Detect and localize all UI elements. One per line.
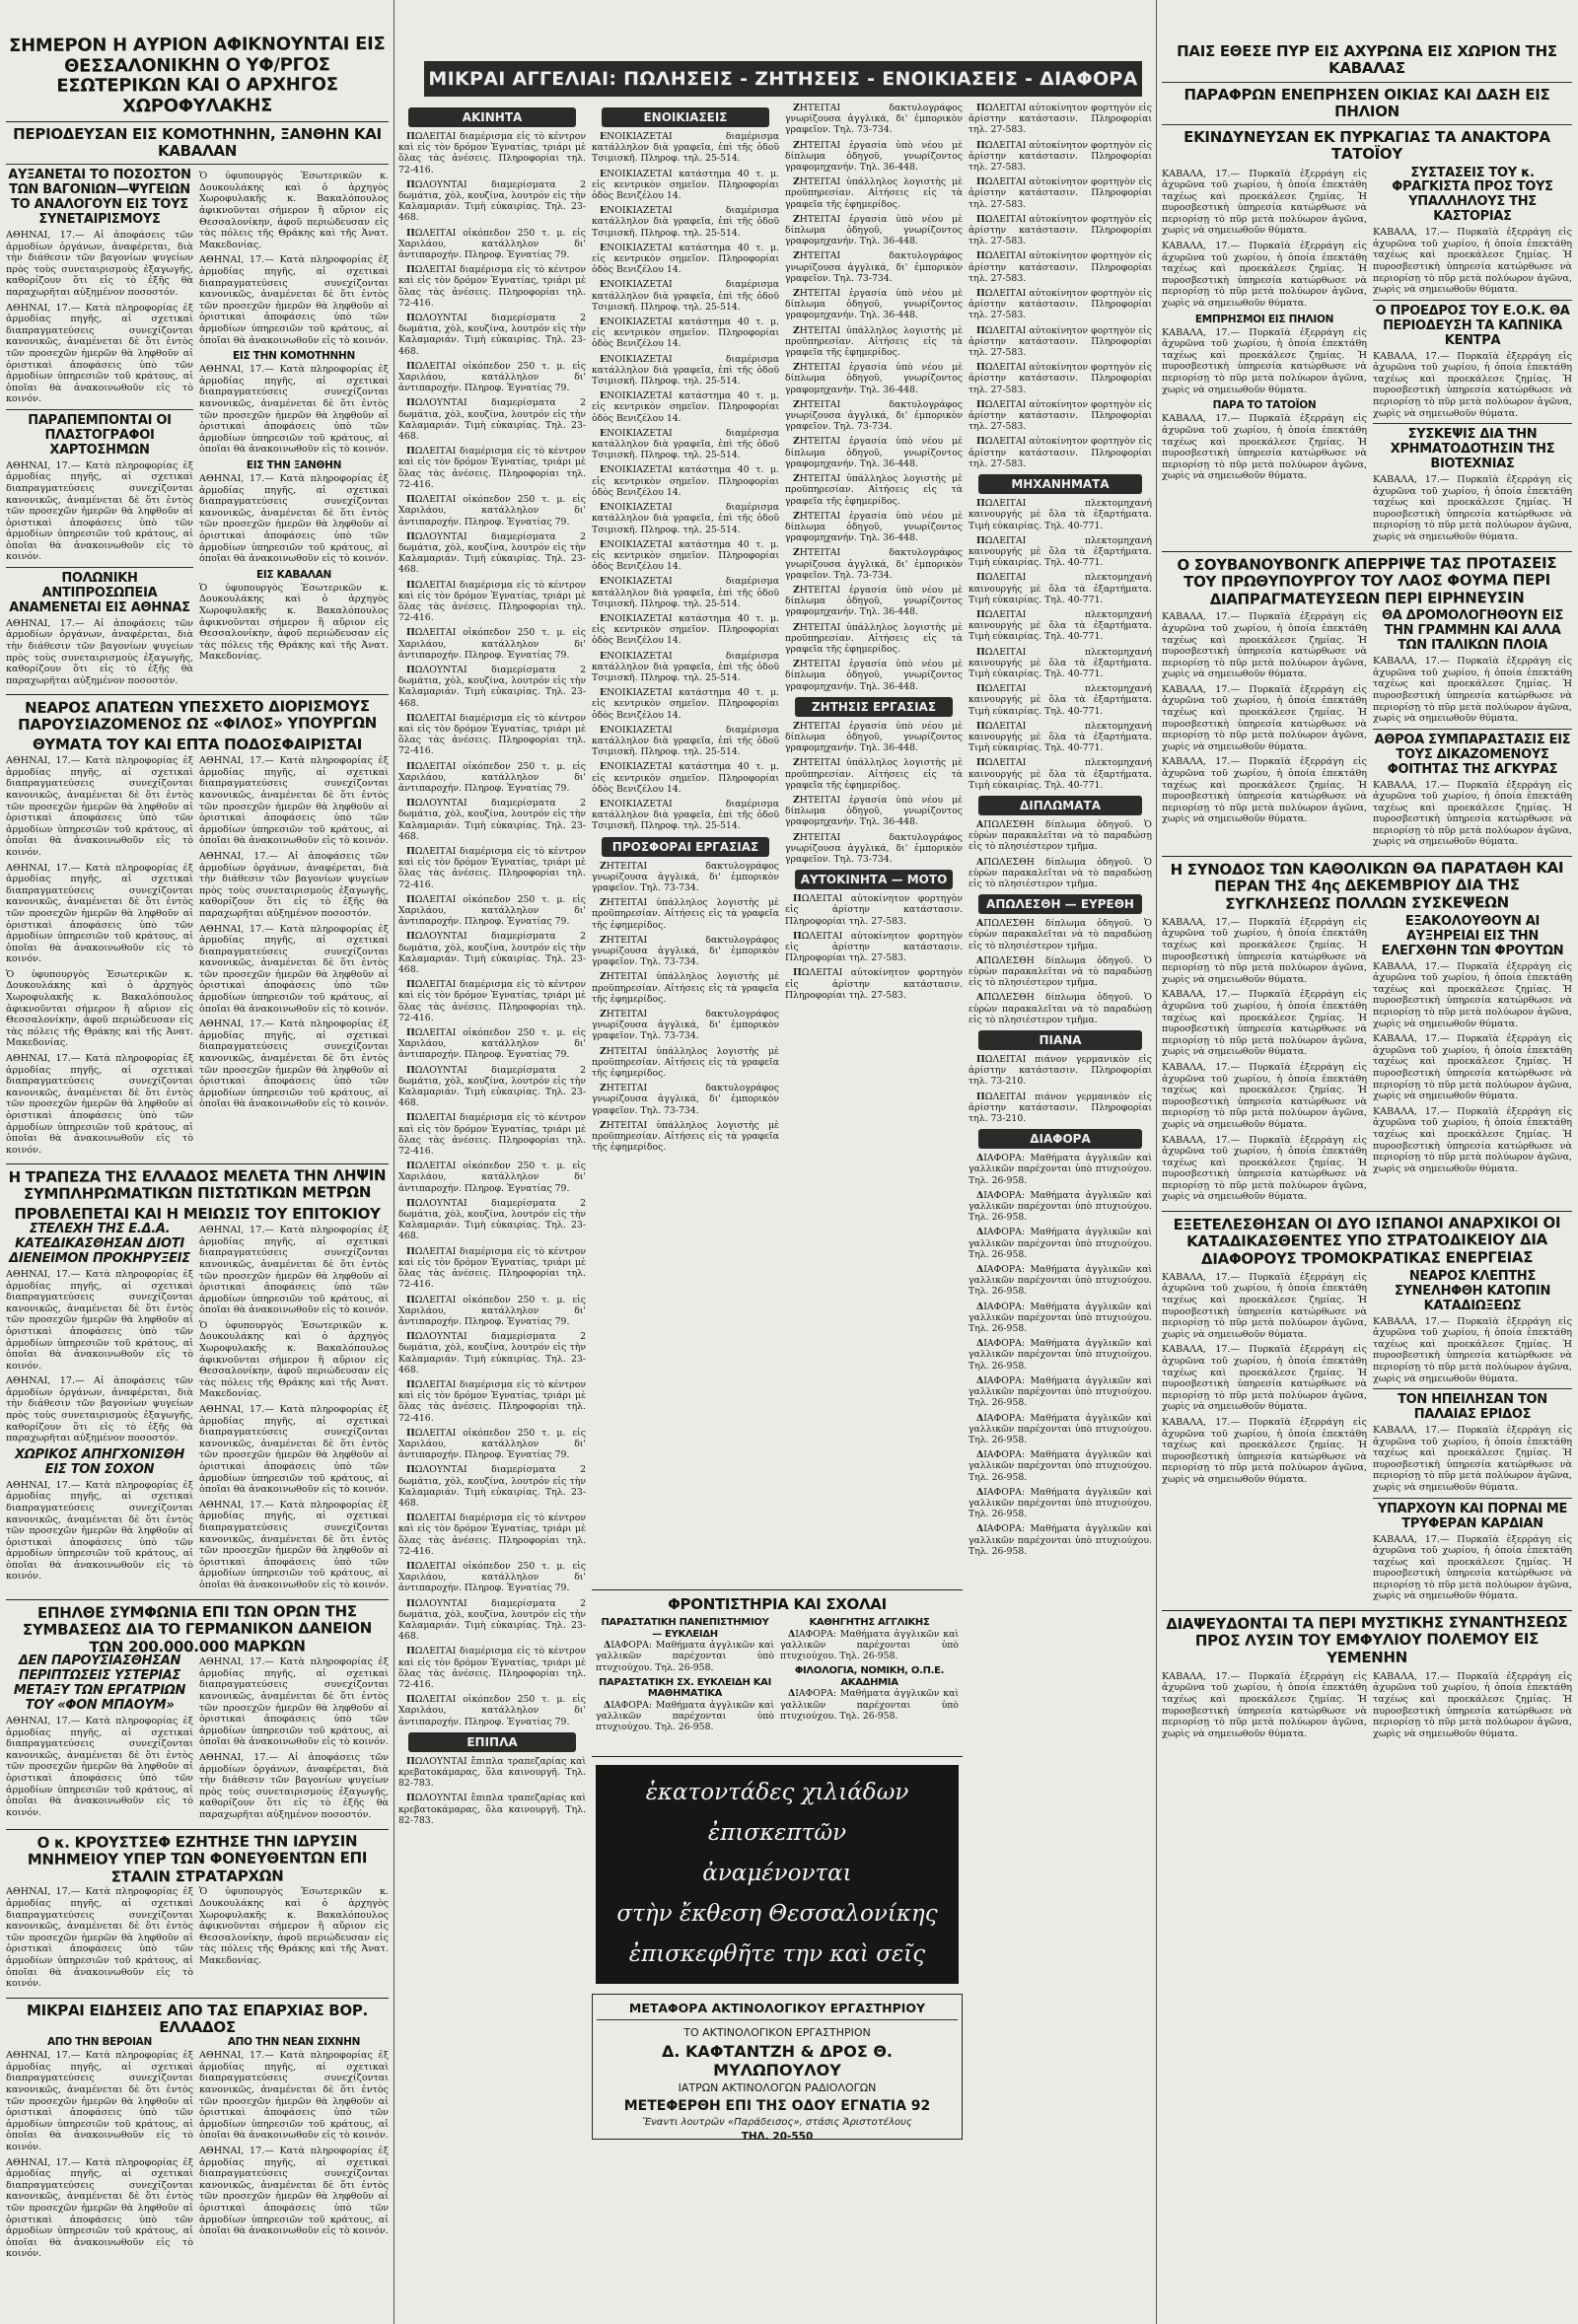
headline-thessaloniki-arrival: ΣΗΜΕΡΟΝ Η ΑΥΡΙΟΝ ΑΦΙΚΝΟΥΝΤΑΙ ΕΙΣ ΘΕΣΣΑΛΟΝΙΚΗΝ Ο ΥΦ/ΡΓΟΣ ΕΣΩΤΕΡΙΚΩΝ ΚΑΙ Ο ΑΡΧΗΓΟΣ ΧΩΡΟΦΥΛΑΚΗΣ xyxy=(9,34,386,117)
ad-item: ΕΝΟΙΚΙΑΖΕΤΑΙ διαμέρισμα κατάλληλον διὰ γραφεῖα, ἐπὶ τῆς ὁδοῦ Τσιμισκῆ. Πληροφ. τηλ. 25-514. xyxy=(592,724,779,758)
ad-item: ΕΝΟΙΚΙΑΖΕΤΑΙ κατάστημα 40 τ. μ. εἰς κεντρικὸν σημεῖον. Πληροφορίαι ὁδὸς Βενιζέλου 14. xyxy=(592,687,779,721)
ad-item: ΠΩΛΕΙΤΑΙ αὐτοκίνητον φορτηγὸν εἰς ἀρίστην κατάστασιν. Πληροφορίαι τηλ. 27-583. xyxy=(968,324,1152,359)
ad-item: ΖΗΤΕΙΤΑΙ ἐργασία ὑπὸ νέου μὲ δίπλωμα ὁδηγοῦ, γνωρίζοντος γραφομηχανήν. Τηλ. 36-448. xyxy=(785,362,963,395)
two-col-block: ΑΥΞΑΝΕΤΑΙ ΤΟ ΠΟΣΟΣΤΟΝ ΤΩΝ ΒΑΓΟΝΙΩΝ—ΨΥΓΕΙΩΝ ΤΟ ΑΝΑΛΟΓΟΥΝ ΕΙΣ ΤΟΥΣ ΣΥΝΕΤΑΙΡΙΣΜΟΥΣ ΑΘΗΝΑΙ, 17.— Αἱ ἀποφάσεις τῶν ἁρμοδίων ὀργάνων, ἀναφέρεται, διὰ τὴν διάθεσιν τῶν βαγονίων ψυγείων πρὸς τοὺς συνεταιρισμοὺς ἐξαγωγῆς, καθορίζουν ὅτι εἰς τὸ ἑξῆς θὰ παραχωρῆται αὐξημένον ποσοστόν. ΑΘΗΝΑΙ, 17.— Κατὰ πληροφορίας ἐξ ἁρμοδίας πηγῆς, αἱ σχετικαὶ διαπραγματεύσεις συνεχίζονται κανονικῶς, ἀναμένεται δὲ ὅτι ἐντὸς τῶν προσεχῶν ἡμερῶν θὰ ληφθοῦν αἱ ὁριστικαὶ ἀποφάσεις ὑπὸ τῶν ἁρμοδίων ὑπηρεσιῶν τοῦ κράτους, αἱ ὁποῖαι θὰ ἀνακοινωθοῦν εἰς τὸ κοινόν. ΠΑΡΑΠΕΜΠΟΝΤΑΙ ΟΙ ΠΛΑΣΤΟΓΡΑΦΟΙ ΧΑΡΤΟΣΗΜΩΝ ΑΘΗΝΑΙ, 17.— Κατὰ πληροφορίας ἐξ ἁρμοδίας πηγῆς, αἱ σχετικαὶ διαπραγματεύσεις συνεχίζονται κανονικῶς, ἀναμένεται δὲ ὅτι ἐντὸς τῶν προσεχῶν ἡμερῶν θὰ ληφθοῦν αἱ ὁριστικαὶ ἀποφάσεις ὑπὸ τῶν ἁρμοδίων ὑπηρεσιῶν τοῦ κράτους, αἱ ὁποῖαι θὰ ἀνακοινωθοῦν εἰς τὸ κοινόν. ΠΟΛΩΝΙΚΗ ΑΝΤΙΠΡΟΣΩΠΕΙΑ ΑΝΑΜΕΝΕΤΑΙ ΕΙΣ ΑΘΗΝΑΣ ΑΘΗΝΑΙ, 17.— Αἱ ἀποφάσεις τῶν ἁρμοδίων ὀργάνων, ἀναφέρεται, διὰ τὴν διάθεσιν τῶν βαγονίων ψυγείων πρὸς τοὺς συνεταιρισμοὺς ἐξαγωγῆς, καθορίζουν ὅτι εἰς τὸ ἑξῆς θὰ παραχωρῆται αὐξημένον ποσοστόν. Ὁ ὑφυπουργὸς Ἐσωτερικῶν κ. Δουκουλάκης καὶ ὁ ἀρχηγὸς Χωροφυλακῆς κ. Βακαλόπουλος ἀφικνοῦνται σήμερον ἢ αὔριον εἰς Θεσσαλονίκην, ἀφοῦ περιώδευσαν εἰς τὰς πόλεις τῆς Θράκης καὶ τῆς Ἀνατ. Μακεδονίας. ΑΘΗΝΑΙ, 17.— Κατὰ πληροφορίας ἐξ ἁρμοδίας πηγῆς, αἱ σχετικαὶ διαπραγματεύσεις συνεχίζονται κανονικῶς, ἀναμένεται δὲ ὅτι ἐντὸς τῶν προσεχῶν ἡμερῶν θὰ ληφθοῦν αἱ ὁριστικαὶ ἀποφάσεις ὑπὸ τῶν ἁρμοδίων ὑπηρεσιῶν τοῦ κράτους, αἱ ὁποῖαι θὰ ἀνακοινωθοῦν εἰς τὸ κοινόν. ΕΙΣ ΤΗΝ ΚΟΜΟΤΗΝΗΝ ΑΘΗΝΑΙ, 17.— Κατὰ πληροφορίας ἐξ ἁρμοδίας πηγῆς, αἱ σχετικαὶ διαπραγματεύσεις συνεχίζονται κανονικῶς, ἀναμένεται δὲ ὅτι ἐντὸς τῶν προσεχῶν ἡμερῶν θὰ ληφθοῦν αἱ ὁριστικαὶ ἀποφάσεις ὑπὸ τῶν ἁρμοδίων ὑπηρεσιῶν τοῦ κράτους, αἱ ὁποῖαι θὰ ἀνακοινωθοῦν εἰς τὸ κοινόν. ΕΙΣ ΤΗΝ ΞΑΝΘΗΝ ΑΘΗΝΑΙ, 17.— Κατὰ πληροφορίας ἐξ ἁρμοδίας πηγῆς, αἱ σχετικαὶ διαπραγματεύσεις συνεχίζονται κανονικῶς, ἀναμένεται δὲ ὅτι ἐντὸς τῶν προσεχῶν ἡμερῶν θὰ ληφθοῦν αἱ ὁριστικαὶ ἀποφάσεις ὑπὸ τῶν ἁρμοδίων ὑπηρεσιῶν τοῦ κράτους, αἱ ὁποῖαι θὰ ἀνακοινωθοῦν εἰς τὸ κοινόν. ΕΙΣ ΚΑΒΑΛΑΝ Ὁ ὑφυπουργὸς Ἐσωτερικῶν κ. Δουκουλάκης καὶ ὁ ἀρχηγὸς Χωροφυλακῆς κ. Βακαλόπουλος ἀφικνοῦνται σήμερον ἢ αὔριον εἰς Θεσσαλονίκην, ἀφοῦ περιώδευσαν εἰς τὰς πόλεις τῆς Θράκης καὶ τῆς Ἀνατ. Μακεδονίας. xyxy=(6,168,389,686)
ad-item: ΕΝΟΙΚΙΑΖΕΤΑΙ διαμέρισμα κατάλληλον διὰ γραφεῖα, ἐπὶ τῆς ὁδοῦ Τσιμισκῆ. Πληροφ. τηλ. 25-514. xyxy=(592,650,779,683)
headline-tender-heart: ΥΠΑΡΧΟΥΝ ΚΑΙ ΠΟΡΝΑΙ ΜΕ ΤΡΥΦΕΡΑΝ ΚΑΡΔΙΑΝ xyxy=(1377,1501,1568,1531)
ad-item: ΔΙΑΦΟΡΑ: Μαθήματα ἀγγλικῶν καὶ γαλλικῶν παρέχονται ὑπὸ πτυχιούχου. Τηλ. 26-958. xyxy=(968,1523,1152,1557)
ad-item: ΠΩΛΕΙΤΑΙ οἰκόπεδον 250 τ. μ. εἰς Χαριλάου, κατάλληλον δι' ἀντιπαροχήν. Πληροφ. Ἐγνατίας 79. xyxy=(398,360,586,394)
ad-item: ΕΝΟΙΚΙΑΖΕΤΑΙ κατάστημα 40 τ. μ. εἰς κεντρικὸν σημεῖον. Πληροφορίαι ὁδὸς Βενιζέλου 14. xyxy=(592,242,779,276)
ad-item: ΔΙΑΦΟΡΑ: Μαθήματα ἀγγλικῶν καὶ γαλλικῶν παρέχονται ὑπὸ πτυχιούχου. Τηλ. 26-958. xyxy=(968,1486,1152,1520)
ad-item: ΠΩΛΟΥΝΤΑΙ διαμερίσματα 2 δωμάτια, χὸλ, κουζίνα, λουτρόν εἰς τὴν Καλαμαριάν. Τιμὴ εὐκαιρίας. Τηλ. 23-468. xyxy=(398,798,586,842)
ad-item: ΖΗΤΕΙΤΑΙ δακτυλογράφος γνωρίζουσα ἀγγλικά, δι' ἐμπορικὸν γραφεῖον. Τηλ. 73-734. xyxy=(785,547,963,581)
ad-item: ΠΩΛΕΙΤΑΙ οἰκόπεδον 250 τ. μ. εἰς Χαριλάου, κατάλληλον δι' ἀντιπαροχήν. Πληροφ. Ἐγνατίας 79. xyxy=(398,494,586,528)
headline-italian-ships: ΘΑ ΔΡΟΜΟΛΟΓΗΘΟΥΝ ΕΙΣ ΤΗΝ ΓΡΑΜΜΗΝ ΚΑΙ ΑΛΛΑ ΤΩΝ ΙΤΑΛΙΚΩΝ ΠΛΟΙΑ xyxy=(1381,608,1564,654)
headline-souvanouvong: Ο ΣΟΥΒΑΝΟΥΒΟΝΓΚ ΑΠΕΡΡΙΨΕ ΤΑΣ ΠΡΟΤΑΣΕΙΣ ΤΟΥ ΠΡΩΘΥΠΟΥΡΓΟΥ ΤΟΥ ΛΑΟΣ ΦΟΥΜΑ ΠΕΡΙ ΔΙΑΠΡΑΓΜΑΤΕΥΣΕΩΝ ΠΕΡΙ ΕΙΡΗΝΕΥΣΙΝ xyxy=(1177,553,1557,607)
ad-item: ΠΩΛΕΙΤΑΙ πλεκτομηχανή καινουργής μὲ ὅλα τὰ ἐξαρτήματα. Τιμὴ εὐκαιρίας. Τηλ. 40-771. xyxy=(968,646,1152,679)
subhead-nea-sichni: ΑΠΟ ΤΗΝ ΝΕΑΝ ΣΙΧΝΗΝ xyxy=(227,2036,361,2049)
subhead-xanthi: ΕΙΣ ΤΗΝ ΞΑΝΘΗΝ xyxy=(246,458,342,471)
ad-item: ΔΙΑΦΟΡΑ: Μαθήματα ἀγγλικῶν καὶ γαλλικῶν παρέχονται ὑπὸ πτυχιούχου. Τηλ. 26-958. xyxy=(968,1374,1152,1409)
ad-item: ΖΗΤΕΙΤΑΙ δακτυλογράφος γνωρίζουσα ἀγγλικά, δι' ἐμπορικὸν γραφεῖον. Τηλ. 73-734. xyxy=(592,1009,779,1042)
classifieds-banner: ΜΙΚΡΑΙ ΑΓΓΕΛΙΑΙ: ΠΩΛΗΣΕΙΣ - ΖΗΤΗΣΕΙΣ - ΕΝΟΙΚΙΑΣΕΙΣ - ΔΙΑΦΟΡΑ xyxy=(424,61,1142,97)
headline-ankara-students: ΑΘΡΟΑ ΣΥΜΠΑΡΑΣΤΑΣΙΣ ΕΙΣ ΤΟΥΣ ΔΙΚΑΖΟΜΕΝΟΥΣ ΦΟΙΤΗΤΑΣ ΤΗΣ ΑΓΚΥΡΑΣ xyxy=(1374,732,1571,777)
ad-item: ΠΩΛΕΙΤΑΙ αὐτοκίνητον φορτηγὸν εἰς ἀρίστην κατάστασιν. Πληροφορίαι τηλ. 27-583. xyxy=(968,250,1152,284)
ad-item: ΖΗΤΕΙΤΑΙ ὑπάλληλος λογιστὴς μὲ προϋπηρεσίαν. Αἰτήσεις εἰς τὰ γραφεῖα τῆς ἐφημερίδος. xyxy=(592,1045,779,1080)
ad-item: ΠΩΛΟΥΝΤΑΙ διαμερίσματα 2 δωμάτια, χὸλ, κουζίνα, λουτρόν εἰς τὴν Καλαμαριάν. Τιμὴ εὐκαιρίας. Τηλ. 23-468. xyxy=(398,178,586,224)
ad-item: ΠΩΛΕΙΤΑΙ αὐτοκίνητον φορτηγὸν εἰς ἀρίστην κατάστασιν. Πληροφορίαι τηλ. 27-583. xyxy=(785,930,963,964)
headline-eok-president: Ο ΠΡΟΕΔΡΟΣ ΤΟΥ Ε.Ο.Κ. ΘΑ ΠΕΡΙΟΔΕΥΣΗ ΤΑ ΚΑΠΝΙΚΑ ΚΕΝΤΡΑ xyxy=(1375,303,1570,348)
ad-item: ΕΝΟΙΚΙΑΖΕΤΑΙ διαμέρισμα κατάλληλον διὰ γραφεῖα, ἐπὶ τῆς ὁδοῦ Τσιμισκῆ. Πληροφ. τηλ. 25-514. xyxy=(592,502,779,535)
ad-item: ΠΩΛΕΙΤΑΙ οἰκόπεδον 250 τ. μ. εἰς Χαριλάου, κατάλληλον δι' ἀντιπαροχήν. Πληροφ. Ἐγνατίας 79. xyxy=(398,760,586,794)
ad-item: ΕΝΟΙΚΙΑΖΕΤΑΙ διαμέρισμα κατάλληλον διὰ γραφεῖα, ἐπὶ τῆς ὁδοῦ Τσιμισκῆ. Πληροφ. τηλ. 25-514. xyxy=(592,427,779,461)
ad-item: ΠΩΛΕΙΤΑΙ αὐτοκίνητον φορτηγὸν εἰς ἀρίστην κατάστασιν. Πληροφορίαι τηλ. 27-583. xyxy=(785,893,963,927)
ad-item: ΔΙΑΦΟΡΑ: Μαθήματα ἀγγλικῶν καὶ γαλλικῶν παρέχονται ὑπὸ πτυχιούχου. Τηλ. 26-958. xyxy=(968,1412,1152,1445)
ad-item: ΠΩΛΕΙΤΑΙ πλεκτομηχανή καινουργής μὲ ὅλα τὰ ἐξαρτήματα. Τιμὴ εὐκαιρίας. Τηλ. 40-771. xyxy=(968,534,1152,569)
ad-item: ΔΙΑΦΟΡΑ: Μαθήματα ἀγγλικῶν καὶ γαλλικῶν παρέχονται ὑπὸ πτυχιούχου. Τηλ. 26-958. xyxy=(968,1449,1152,1483)
ad-item: ΠΩΛΟΥΝΤΑΙ ἔπιπλα τραπεζαρίας καὶ κρεβατοκάμαρας, ὅλα καινουργῆ. Τηλ. 82-783. xyxy=(398,1755,586,1790)
ad-item: ΠΩΛΟΥΝΤΑΙ διαμερίσματα 2 δωμάτια, χὸλ, κουζίνα, λουτρόν εἰς τὴν Καλαμαριάν. Τιμὴ εὐκαιρίας. Τηλ. 23-468. xyxy=(398,1197,586,1242)
headline-young-thief: ΝΕΑΡΟΣ ΚΛΕΠΤΗΣ ΣΥΝΕΛΗΦΘΗ ΚΑΤΟΠΙΝ ΚΑΤΑΔΙΩΞΕΩΣ xyxy=(1394,1268,1551,1313)
headline-khrushchev: Ο κ. ΚΡΟΥΣΤΣΕΦ ΕΖΗΤΗΣΕ ΤΗΝ ΙΔΡΥΣΙΝ ΜΝΗΜΕΙΟΥ ΥΠΕΡ ΤΩΝ ΦΟΝΕΥΘΕΝΤΩΝ ΕΠΙ ΣΤΑΛΙΝ ΣΤΡΑΤΑΡΧΩΝ xyxy=(27,1831,368,1885)
headline-forgers: ΠΑΡΑΠΕΜΠΟΝΤΑΙ ΟΙ ΠΛΑΣΤΟΓΡΑΦΟΙ ΧΑΡΤΟΣΗΜΩΝ xyxy=(28,412,172,458)
ad-item: ΠΩΛΟΥΝΤΑΙ ἔπιπλα τραπεζαρίας καὶ κρεβατοκάμαρας, ὅλα καινουργῆ. Τηλ. 82-783. xyxy=(398,1793,586,1826)
ad-item: ΖΗΤΕΙΤΑΙ ἐργασία ὑπὸ νέου μὲ δίπλωμα ὁδηγοῦ, γνωρίζοντος γραφομηχανήν. Τηλ. 36-448. xyxy=(785,659,963,692)
ad-item: ΠΩΛΕΙΤΑΙ πλεκτομηχανή καινουργής μὲ ὅλα τὰ ἐξαρτήματα. Τιμὴ εὐκαιρίας. Τηλ. 40-771. xyxy=(968,572,1152,605)
ad-item: ΠΩΛΕΙΤΑΙ οἰκόπεδον 250 τ. μ. εἰς Χαριλάου, κατάλληλον δι' ἀντιπαροχήν. Πληροφ. Ἐγνατίας 79. xyxy=(398,1027,586,1061)
ad-item: ΖΗΤΕΙΤΑΙ δακτυλογράφος γνωρίζουσα ἀγγλικά, δι' ἐμπορικὸν γραφεῖον. Τηλ. 73-734. xyxy=(785,398,963,433)
classifieds-column-4 xyxy=(968,0,1152,2324)
ad-item: ΠΩΛΕΙΤΑΙ διαμέρισμα εἰς τὸ κέντρον καὶ εἰς τὸν δρόμον Ἐγνατίας, τριάρι μὲ ὅλας τὰς ἀνέσεις. Πληροφορίαι τηλ. 72-416. xyxy=(398,1112,586,1158)
ad-item: ΠΩΛΕΙΤΑΙ αὐτοκίνητον φορτηγὸν εἰς ἀρίστην κατάστασιν. Πληροφορίαι τηλ. 27-583. xyxy=(785,967,963,1001)
ad-item: ΖΗΤΕΙΤΑΙ ἐργασία ὑπὸ νέου μὲ δίπλωμα ὁδηγοῦ, γνωρίζοντος γραφομηχανήν. Τηλ. 36-448. xyxy=(785,436,963,469)
ad-item: ΖΗΤΕΙΤΑΙ δακτυλογράφος γνωρίζουσα ἀγγλικά, δι' ἐμπορικὸν γραφεῖον. Τηλ. 73-734. xyxy=(592,934,779,968)
headline-spanish-anarchists: ΕΞΕΤΕΛΕΣΘΗΣΑΝ ΟΙ ΔΥΟ ΙΣΠΑΝΟΙ ΑΝΑΡΧΙΚΟΙ ΟΙ ΚΑΤΑΔΙΚΑΣΘΕΝΤΕΣ ΥΠΟ ΣΤΡΑΤΟΔΙΚΕΙΟΥ ΔΙΑ ΔΙΑΦΟΡΟΥΣ ΤΡΟΜΟΚΡΑΤΙΚΑΣ ΕΝΕΡΓΕΙΑΣ xyxy=(1173,1214,1561,1268)
ad-item: ΠΩΛΕΙΤΑΙ διαμέρισμα εἰς τὸ κέντρον καὶ εἰς τὸν δρόμον Ἐγνατίας, τριάρι μὲ ὅλας τὰς ἀνέσεις. Πληροφορίαι τηλ. 72-416. xyxy=(398,1245,586,1291)
ad-item: ΠΩΛΕΙΤΑΙ οἰκόπεδον 250 τ. μ. εἰς Χαριλάου, κατάλληλον δι' ἀντιπαροχήν. Πληροφ. Ἐγνατίας 79. xyxy=(398,1694,586,1727)
headline-tatoi-fire: ΕΚΙΝΔΥΝΕΥΣΑΝ ΕΚ ΠΥΡΚΑΓΙΑΣ ΤΑ ΑΝΑΚΤΟΡΑ ΤΑΤΟΪΟΥ xyxy=(1184,128,1550,164)
headline-villager: ΧΩΡΙΚΟΣ ΑΠΗΓΧΟΝΙΣΘΗ ΕΙΣ ΤΟΝ ΣΟΧΟΝ xyxy=(15,1446,184,1477)
ad-item: ΠΩΛΕΙΤΑΙ διαμέρισμα εἰς τὸ κέντρον καὶ εἰς τὸν δρόμον Ἐγνατίας, τριάρι μὲ ὅλας τὰς ἀνέσεις. Πληροφορίαι τηλ. 72-416. xyxy=(398,1513,586,1557)
ad-item: ΠΩΛΕΙΤΑΙ πιάνον γερμανικὸν εἰς ἀρίστην κατάστασιν. Πληροφορίαι τηλ. 73-210. xyxy=(968,1054,1152,1088)
headline-german-loan: ΕΠΗΛΘΕ ΣΥΜΦΩΝΙΑ ΕΠΙ ΤΩΝ ΟΡΩΝ ΤΗΣ ΣΥΜΒΑΣΕΩΣ ΔΙΑ ΤΟ ΓΕΡΜΑΝΙΚΟΝ ΔΑΝΕΙΟΝ ΤΩΝ 200.000.000 ΜΑΡΚΩΝ xyxy=(22,1601,373,1655)
headline-yemen: ΔΙΑΨΕΥΔΟΝΤΑΙ ΤΑ ΠΕΡΙ ΜΥΣΤΙΚΗΣ ΣΥΝΑΝΤΗΣΕΩΣ ΠΡΟΣ ΛΥΣΙΝ ΤΟΥ ΕΜΦΥΛΙΟΥ ΠΟΛΕΜΟΥ ΕΙΣ ΥΕΜΕΝΗΝ xyxy=(1166,1612,1568,1666)
ad-item: ΕΝΟΙΚΙΑΖΕΤΑΙ κατάστημα 40 τ. μ. εἰς κεντρικὸν σημεῖον. Πληροφορίαι ὁδὸς Βενιζέλου 14. xyxy=(592,168,779,202)
ad-item: ΖΗΤΕΙΤΑΙ ἐργασία ὑπὸ νέου μὲ δίπλωμα ὁδηγοῦ, γνωρίζοντος γραφομηχανήν. Τηλ. 36-448. xyxy=(785,213,963,247)
ad-item: ΖΗΤΕΙΤΑΙ ἐργασία ὑπὸ νέου μὲ δίπλωμα ὁδηγοῦ, γνωρίζοντος γραφομηχανήν. Τηλ. 36-448. xyxy=(785,510,963,544)
exhibition-ad: ἑκατοντάδες χιλιάδων ἐπισκεπτῶν ἀναμένονται στὴν ἔκθεση Θεσσαλονίκης ἐπισκεφθῆτε την καὶ σεῖς xyxy=(596,1765,959,1984)
ad-item: ΠΩΛΕΙΤΑΙ αὐτοκίνητον φορτηγὸν εἰς ἀρίστην κατάστασιν. Πληροφορίαι τηλ. 27-583. xyxy=(968,139,1152,174)
ad-item: ΕΝΟΙΚΙΑΖΕΤΑΙ διαμέρισμα κατάλληλον διὰ γραφεῖα, ἐπὶ τῆς ὁδοῦ Τσιμισκῆ. Πληροφ. τηλ. 25-514. xyxy=(592,131,779,165)
headline-old-feud: ΤΟΝ ΗΠΕΙΛΗΣΑΝ ΤΟΝ ΠΑΛΑΙΑΣ ΕΡΙΔΟΣ xyxy=(1398,1392,1547,1423)
ad-item: ΖΗΤΕΙΤΑΙ δακτυλογράφος γνωρίζουσα ἀγγλικά, δι' ἐμπορικὸν γραφεῖον. Τηλ. 73-734. xyxy=(785,831,963,865)
ad-item: ΑΠΩΛΕΣΘΗ δίπλωμα ὁδηγοῦ. Ὁ εὑρὼν παρακαλεῖται νὰ τὸ παραδώσῃ εἰς τὸ πλησιέστερον τμῆμα. xyxy=(968,856,1152,889)
ad-item: ΖΗΤΕΙΤΑΙ δακτυλογράφος γνωρίζουσα ἀγγλικά, δι' ἐμπορικὸν γραφεῖον. Τηλ. 73-734. xyxy=(592,1083,779,1116)
headline-fruit-exports: ΕΞΑΚΟΛΟΥΘΟΥΝ ΑΙ ΑΥΞΗΡΕΙΑΙ ΕΙΣ ΤΗΝ ΕΛΕΓΧΘΗΝ ΤΩΝ ΦΡΟΥΤΩΝ xyxy=(1381,913,1564,958)
ad-item: ΖΗΤΕΙΤΑΙ ὑπάλληλος λογιστὴς μὲ προϋπηρεσίαν. Αἰτήσεις εἰς τὰ γραφεῖα τῆς ἐφημερίδος. xyxy=(592,971,779,1005)
subhead-kavala: ΕΙΣ ΚΑΒΑΛΑΝ xyxy=(255,568,332,581)
column-divider xyxy=(1156,0,1157,2324)
ad-item: ΠΩΛΕΙΤΑΙ διαμέρισμα εἰς τὸ κέντρον καὶ εἰς τὸν δρόμον Ἐγνατίας, τριάρι μὲ ὅλας τὰς ἀνέσεις. Πληροφορίαι τηλ. 72-416. xyxy=(398,979,586,1023)
ad-item: ΠΩΛΕΙΤΑΙ οἰκόπεδον 250 τ. μ. εἰς Χαριλάου, κατάλληλον δι' ἀντιπαροχήν. Πληροφ. Ἐγνατίας 79. xyxy=(398,1294,586,1327)
ad-item: ΕΝΟΙΚΙΑΖΕΤΑΙ διαμέρισμα κατάλληλον διὰ γραφεῖα, ἐπὶ τῆς ὁδοῦ Τσιμισκῆ. Πληροφ. τηλ. 25-514. xyxy=(592,205,779,239)
ad-item: ΕΝΟΙΚΙΑΖΕΤΑΙ κατάστημα 40 τ. μ. εἰς κεντρικὸν σημεῖον. Πληροφορίαι ὁδὸς Βενιζέλου 14. xyxy=(592,761,779,795)
headline-interest-rate: ΠΡΟΒΛΕΠΕΤΑΙ ΚΑΙ Η ΜΕΙΩΣΙΣ ΤΟΥ ΕΠΙΤΟΚΙΟΥ xyxy=(14,1204,381,1223)
right-news-column: ΠΑΙΣ ΕΘΕΣΕ ΠΥΡ ΕΙΣ ΑΧΥΡΩΝΑ ΕΙΣ ΧΩΡΙΟΝ ΤΗΣ ΚΑΒΑΛΑΣ ΠΑΡΑΦΡΩΝ ΕΝΕΠΡΗΣΕΝ ΟΙΚΙΑΣ ΚΑΙ ΔΑΣΗ ΕΙΣ ΠΗΛΙΟΝ ΕΚΙΝΔΥΝΕΥΣΑΝ ΕΚ ΠΥΡΚΑΓΙΑΣ ΤΑ ΑΝΑΚΤΟΡΑ ΤΑΤΟΪΟΥ ΚΑΒΑΛΑ, 17.— Πυρκαϊὰ ἐξερράγη εἰς ἀχυρῶνα τοῦ χωρίου, ἡ ὁποία ἐπεκτάθη ταχέως καὶ προεκάλεσε ζημίας. Ἡ πυροσβεστικὴ ὑπηρεσία κατώρθωσε νὰ περιορίσῃ τὸ πῦρ μετὰ πολύωρον ἀγῶνα, χωρὶς νὰ σημειωθοῦν θύματα. ΚΑΒΑΛΑ, 17.— Πυρκαϊὰ ἐξερράγη εἰς ἀχυρῶνα τοῦ χωρίου, ἡ ὁποία ἐπεκτάθη ταχέως καὶ προεκάλεσε ζημίας. Ἡ πυροσβεστικὴ ὑπηρεσία κατώρθωσε νὰ περιορίσῃ τὸ πῦρ μετὰ πολύωρον ἀγῶνα, χωρὶς νὰ σημειωθοῦν θύματα. ΕΜΠΡΗΣΜΟΙ ΕΙΣ ΠΗΛΙΟΝ ΚΑΒΑΛΑ, 17.— Πυρκαϊὰ ἐξερράγη εἰς ἀχυρῶνα τοῦ χωρίου, ἡ ὁποία ἐπεκτάθη ταχέως καὶ προεκάλεσε ζημίας. Ἡ πυροσβεστικὴ ὑπηρεσία κατώρθωσε νὰ περιορίσῃ τὸ πῦρ μετὰ πολύωρον ἀγῶνα, χωρὶς νὰ σημειωθοῦν θύματα. ΠΑΡΑ ΤΟ ΤΑΤΟΪΟΝ ΚΑΒΑΛΑ, 17.— Πυρκαϊὰ ἐξερράγη εἰς ἀχυρῶνα τοῦ χωρίου, ἡ ὁποία ἐπεκτάθη ταχέως καὶ προεκάλεσε ζημίας. Ἡ πυροσβεστικὴ ὑπηρεσία κατώρθωσε νὰ περιορίσῃ τὸ πῦρ μετὰ πολύωρον ἀγῶνα, χωρὶς νὰ σημειωθοῦν θύματα. ΣΥΣΤΑΣΕΙΣ ΤΟΥ κ. ΦΡΑΓΚΙΣΤΑ ΠΡΟΣ ΤΟΥΣ ΥΠΑΛΛΗΛΟΥΣ ΤΗΣ ΚΑΣΤΟΡΙΑΣ ΚΑΒΑΛΑ, 17.— Πυρκαϊὰ ἐξερράγη εἰς ἀχυρῶνα τοῦ χωρίου, ἡ ὁποία ἐπεκτάθη ταχέως καὶ προεκάλεσε ζημίας. Ἡ πυροσβεστικὴ ὑπηρεσία κατώρθωσε νὰ περιορίσῃ τὸ πῦρ μετὰ πολύωρον ἀγῶνα, χωρὶς νὰ σημειωθοῦν θύματα. Ο ΠΡΟΕΔΡΟΣ ΤΟΥ Ε.Ο.Κ. ΘΑ ΠΕΡΙΟΔΕΥΣΗ ΤΑ ΚΑΠΝΙΚΑ ΚΕΝΤΡΑ ΚΑΒΑΛΑ, 17.— Πυρκαϊὰ ἐξερράγη εἰς ἀχυρῶνα τοῦ χωρίου, ἡ ὁποία ἐπεκτάθη ταχέως καὶ προεκάλεσε ζημίας. Ἡ πυροσβεστικὴ ὑπηρεσία κατώρθωσε νὰ περιορίσῃ τὸ πῦρ μετὰ πολύωρον ἀγῶνα, χωρὶς νὰ σημειωθοῦν θύματα. ΣΥΣΚΕΨΙΣ ΔΙΑ ΤΗΝ ΧΡΗΜΑΤΟΔΟΤΗΣΙΝ ΤΗΣ ΒΙΟΤΕΧΝΙΑΣ ΚΑΒΑΛΑ, 17.— Πυρκαϊὰ ἐξερράγη εἰς ἀχυρῶνα τοῦ χωρίου, ἡ ὁποία ἐπεκτάθη ταχέως καὶ προεκάλεσε ζημίας. Ἡ πυροσβεστικὴ ὑπηρεσία κατώρθωσε νὰ περιορίσῃ τὸ πῦρ μετὰ πολύωρον ἀγῶνα, χωρὶς νὰ σημειωθοῦν θύματα. Ο ΣΟΥΒΑΝΟΥΒΟΝΓΚ ΑΠΕΡΡΙΨΕ ΤΑΣ ΠΡΟΤΑΣΕΙΣ ΤΟΥ ΠΡΩΘΥΠΟΥΡΓΟΥ ΤΟΥ ΛΑΟΣ ΦΟΥΜΑ ΠΕΡΙ ΔΙΑΠΡΑΓΜΑΤΕΥΣΕΩΝ ΠΕΡΙ ΕΙΡΗΝΕΥΣΙΝ ΚΑΒΑΛΑ, 17.— Πυρκαϊὰ ἐξερράγη εἰς ἀχυρῶνα τοῦ χωρίου, ἡ ὁποία ἐπεκτάθη ταχέως καὶ προεκάλεσε ζημίας. Ἡ πυροσβεστικὴ ὑπηρεσία κατώρθωσε νὰ περιορίσῃ τὸ πῦρ μετὰ πολύωρον ἀγῶνα, χωρὶς νὰ σημειωθοῦν θύματα. ΚΑΒΑΛΑ, 17.— Πυρκαϊὰ ἐξερράγη εἰς ἀχυρῶνα τοῦ χωρίου, ἡ ὁποία ἐπεκτάθη ταχέως καὶ προεκάλεσε ζημίας. Ἡ πυροσβεστικὴ ὑπηρεσία κατώρθωσε νὰ περιορίσῃ τὸ πῦρ μετὰ πολύωρον ἀγῶνα, χωρὶς νὰ σημειωθοῦν θύματα. ΚΑΒΑΛΑ, 17.— Πυρκαϊὰ ἐξερράγη εἰς ἀχυρῶνα τοῦ χωρίου, ἡ ὁποία ἐπεκτάθη ταχέως καὶ προεκάλεσε ζημίας. Ἡ πυροσβεστικὴ ὑπηρεσία κατώρθωσε νὰ περιορίσῃ τὸ πῦρ μετὰ πολύωρον ἀγῶνα, χωρὶς νὰ σημειωθοῦν θύματα. ΘΑ ΔΡΟΜΟΛΟΓΗΘΟΥΝ ΕΙΣ ΤΗΝ ΓΡΑΜΜΗΝ ΚΑΙ ΑΛΛΑ ΤΩΝ ΙΤΑΛΙΚΩΝ ΠΛΟΙΑ ΚΑΒΑΛΑ, 17.— Πυρκαϊὰ ἐξερράγη εἰς ἀχυρῶνα τοῦ χωρίου, ἡ ὁποία ἐπεκτάθη ταχέως καὶ προεκάλεσε ζημίας. Ἡ πυροσβεστικὴ ὑπηρεσία κατώρθωσε νὰ περιορίσῃ τὸ πῦρ μετὰ πολύωρον ἀγῶνα, χωρὶς νὰ σημειωθοῦν θύματα. ΑΘΡΟΑ ΣΥΜΠΑΡΑΣΤΑΣΙΣ ΕΙΣ ΤΟΥΣ ΔΙΚΑΖΟΜΕΝΟΥΣ ΦΟΙΤΗΤΑΣ ΤΗΣ ΑΓΚΥΡΑΣ ΚΑΒΑΛΑ, 17.— Πυρκαϊὰ ἐξερράγη εἰς ἀχυρῶνα τοῦ χωρίου, ἡ ὁποία ἐπεκτάθη ταχέως καὶ προεκάλεσε ζημίας. Ἡ πυροσβεστικὴ ὑπηρεσία κατώρθωσε νὰ περιορίσῃ τὸ πῦρ μετὰ πολύωρον ἀγῶνα, χωρὶς νὰ σημειωθοῦν θύματα. Η ΣΥΝΟΔΟΣ ΤΩΝ ΚΑΘΟΛΙΚΩΝ ΘΑ ΠΑΡΑΤΑΘΗ ΚΑΙ ΠΕΡΑΝ ΤΗΣ 4ης ΔΕΚΕΜΒΡΙΟΥ ΔΙΑ ΤΗΣ ΣΥΓΚΛΗΣΕΩΣ ΠΟΛΛΩΝ ΣΥΣΚΕΨΕΩΝ ΚΑΒΑΛΑ, 17.— Πυρκαϊὰ ἐξερράγη εἰς ἀχυρῶνα τοῦ χωρίου, ἡ ὁποία ἐπεκτάθη ταχέως καὶ προεκάλεσε ζημίας. Ἡ πυροσβεστικὴ ὑπηρεσία κατώρθωσε νὰ περιορίσῃ τὸ πῦρ μετὰ πολύωρον ἀγῶνα, χωρὶς νὰ σημειωθοῦν θύματα. ΚΑΒΑΛΑ, 17.— Πυρκαϊὰ ἐξερράγη εἰς ἀχυρῶνα τοῦ χωρίου, ἡ ὁποία ἐπεκτάθη ταχέως καὶ προεκάλεσε ζημίας. Ἡ πυροσβεστικὴ ὑπηρεσία κατώρθωσε νὰ περιορίσῃ τὸ πῦρ μετὰ πολύωρον ἀγῶνα, χωρὶς νὰ σημειωθοῦν θύματα. ΚΑΒΑΛΑ, 17.— Πυρκαϊὰ ἐξερράγη εἰς ἀχυρῶνα τοῦ χωρίου, ἡ ὁποία ἐπεκτάθη ταχέως καὶ προεκάλεσε ζημίας. Ἡ πυροσβεστικὴ ὑπηρεσία κατώρθωσε νὰ περιορίσῃ τὸ πῦρ μετὰ πολύωρον ἀγῶνα, χωρὶς νὰ σημειωθοῦν θύματα. ΚΑΒΑΛΑ, 17.— Πυρκαϊὰ ἐξερράγη εἰς ἀχυρῶνα τοῦ χωρίου, ἡ ὁποία ἐπεκτάθη ταχέως καὶ προεκάλεσε ζημίας. Ἡ πυροσβεστικὴ ὑπηρεσία κατώρθωσε νὰ περιορίσῃ τὸ πῦρ μετὰ πολύωρον ἀγῶνα, χωρὶς νὰ σημειωθοῦν θύματα. ΕΞΑΚΟΛΟΥΘΟΥΝ ΑΙ ΑΥΞΗΡΕΙΑΙ ΕΙΣ ΤΗΝ ΕΛΕΓΧΘΗΝ ΤΩΝ ΦΡΟΥΤΩΝ ΚΑΒΑΛΑ, 17.— Πυρκαϊὰ ἐξερράγη εἰς ἀχυρῶνα τοῦ χωρίου, ἡ ὁποία ἐπεκτάθη ταχέως καὶ προεκάλεσε ζημίας. Ἡ πυροσβεστικὴ ὑπηρεσία κατώρθωσε νὰ περιορίσῃ τὸ πῦρ μετὰ πολύωρον ἀγῶνα, χωρὶς νὰ σημειωθοῦν θύματα. ΚΑΒΑΛΑ, 17.— Πυρκαϊὰ ἐξερράγη εἰς ἀχυρῶνα τοῦ χωρίου, ἡ ὁποία ἐπεκτάθη ταχέως καὶ προεκάλεσε ζημίας. Ἡ πυροσβεστικὴ ὑπηρεσία κατώρθωσε νὰ περιορίσῃ τὸ πῦρ μετὰ πολύωρον ἀγῶνα, χωρὶς νὰ σημειωθοῦν θύματα. ΚΑΒΑΛΑ, 17.— Πυρκαϊὰ ἐξερράγη εἰς ἀχυρῶνα τοῦ χωρίου, ἡ ὁποία ἐπεκτάθη ταχέως καὶ προεκάλεσε ζημίας. Ἡ πυροσβεστικὴ ὑπηρεσία κατώρθωσε νὰ περιορίσῃ τὸ πῦρ μετὰ πολύωρον ἀγῶνα, χωρὶς νὰ σημειωθοῦν θύματα. ΕΞΕΤΕΛΕΣΘΗΣΑΝ ΟΙ ΔΥΟ ΙΣΠΑΝΟΙ ΑΝΑΡΧΙΚΟΙ ΟΙ ΚΑΤΑΔΙΚΑΣΘΕΝΤΕΣ ΥΠΟ ΣΤΡΑΤΟΔΙΚΕΙΟΥ ΔΙΑ ΔΙΑΦΟΡΟΥΣ ΤΡΟΜΟΚΡΑΤΙΚΑΣ ΕΝΕΡΓΕΙΑΣ ΚΑΒΑΛΑ, 17.— Πυρκαϊὰ ἐξερράγη εἰς ἀχυρῶνα τοῦ χωρίου, ἡ ὁποία ἐπεκτάθη ταχέως καὶ προεκάλεσε ζημίας. Ἡ πυροσβεστικὴ ὑπηρεσία κατώρθωσε νὰ περιορίσῃ τὸ πῦρ μετὰ πολύωρον ἀγῶνα, χωρὶς νὰ σημειωθοῦν θύματα. ΚΑΒΑΛΑ, 17.— Πυρκαϊὰ ἐξερράγη εἰς ἀχυρῶνα τοῦ χωρίου, ἡ ὁποία ἐπεκτάθη ταχέως καὶ προεκάλεσε ζημίας. Ἡ πυροσβεστικὴ ὑπηρεσία κατώρθωσε νὰ περιορίσῃ τὸ πῦρ μετὰ πολύωρον ἀγῶνα, χωρὶς νὰ σημειωθοῦν θύματα. ΚΑΒΑΛΑ, 17.— Πυρκαϊὰ ἐξερράγη εἰς ἀχυρῶνα τοῦ χωρίου, ἡ ὁποία ἐπεκτάθη ταχέως καὶ προεκάλεσε ζημίας. Ἡ πυροσβεστικὴ ὑπηρεσία κατώρθωσε νὰ περιορίσῃ τὸ πῦρ μετὰ πολύωρον ἀγῶνα, χωρὶς νὰ σημειωθοῦν θύματα. ΝΕΑΡΟΣ ΚΛΕΠΤΗΣ ΣΥΝΕΛΗΦΘΗ ΚΑΤΟΠΙΝ ΚΑΤΑΔΙΩΞΕΩΣ ΚΑΒΑΛΑ, 17.— Πυρκαϊὰ ἐξερράγη εἰς ἀχυρῶνα τοῦ χωρίου, ἡ ὁποία ἐπεκτάθη ταχέως καὶ προεκάλεσε ζημίας. Ἡ πυροσβεστικὴ ὑπηρεσία κατώρθωσε νὰ περιορίσῃ τὸ πῦρ μετὰ πολύωρον ἀγῶνα, χωρὶς νὰ σημειωθοῦν θύματα. ΤΟΝ ΗΠΕΙΛΗΣΑΝ ΤΟΝ ΠΑΛΑΙΑΣ ΕΡΙΔΟΣ ΚΑΒΑΛΑ, 17.— Πυρκαϊὰ ἐξερράγη εἰς ἀχυρῶνα τοῦ χωρίου, ἡ ὁποία ἐπεκτάθη ταχέως καὶ προεκάλεσε ζημίας. Ἡ πυροσβεστικὴ ὑπηρεσία κατώρθωσε νὰ περιορίσῃ τὸ πῦρ μετὰ πολύωρον ἀγῶνα, χωρὶς νὰ σημειωθοῦν θύματα. ΥΠΑΡΧΟΥΝ ΚΑΙ ΠΟΡΝΑΙ ΜΕ ΤΡΥΦΕΡΑΝ ΚΑΡΔΙΑΝ ΚΑΒΑΛΑ, 17.— Πυρκαϊὰ ἐξερράγη εἰς ἀχυρῶνα τοῦ χωρίου, ἡ ὁποία ἐπεκτάθη ταχέως καὶ προεκάλεσε ζημίας. Ἡ πυροσβεστικὴ ὑπηρεσία κατώρθωσε νὰ περιορίσῃ τὸ πῦρ μετὰ πολύωρον ἀγῶνα, χωρὶς νὰ σημειωθοῦν θύματα. ΔΙΑΨΕΥΔΟΝΤΑΙ ΤΑ ΠΕΡΙ ΜΥΣΤΙΚΗΣ ΣΥΝΑΝΤΗΣΕΩΣ ΠΡΟΣ ΛΥΣΙΝ ΤΟΥ ΕΜΦΥΛΙΟΥ ΠΟΛΕΜΟΥ ΕΙΣ ΥΕΜΕΝΗΝ ΚΑΒΑΛΑ, 17.— Πυρκαϊὰ ἐξερράγη εἰς ἀχυρῶνα τοῦ χωρίου, ἡ ὁποία ἐπεκτάθη ταχέως καὶ προεκάλεσε ζημίας. Ἡ πυροσβεστικὴ ὑπηρεσία κατώρθωσε νὰ περιορίσῃ τὸ πῦρ μετὰ πολύωρον ἀγῶνα, χωρὶς νὰ σημειωθοῦν θύματα. ΚΑΒΑΛΑ, 17.— Πυρκαϊὰ ἐξερράγη εἰς ἀχυρῶνα τοῦ χωρίου, ἡ ὁποία ἐπεκτάθη ταχέως καὶ προεκάλεσε ζημίας. Ἡ πυροσβεστικὴ ὑπηρεσία κατώρθωσε νὰ περιορίσῃ τὸ πῦρ μετὰ πολύωρον ἀγῶνα, χωρὶς νὰ σημειωθοῦν θύματα. xyxy=(1162,42,1572,1739)
ad-item: ΖΗΤΕΙΤΑΙ ὑπάλληλος λογιστὴς μὲ προϋπηρεσίαν. Αἰτήσεις εἰς τὰ γραφεῖα τῆς ἐφημερίδος. xyxy=(592,1119,779,1154)
headline-bank-of-greece: Η ΤΡΑΠΕΖΑ ΤΗΣ ΕΛΛΑΔΟΣ ΜΕΛΕΤΑ ΤΗΝ ΛΗΨΙΝ ΣΥΜΠΛΗΡΩΜΑΤΙΚΩΝ ΠΙΣΤΩΤΙΚΩΝ ΜΕΤΡΩΝ xyxy=(8,1166,387,1204)
ad-item: ΠΩΛΕΙΤΑΙ αὐτοκίνητον φορτηγὸν εἰς ἀρίστην κατάστασιν. Πληροφορίαι τηλ. 27-583. xyxy=(968,288,1152,321)
ad-item: ΠΩΛΟΥΝΤΑΙ διαμερίσματα 2 δωμάτια, χὸλ, κουζίνα, λουτρόν εἰς τὴν Καλαμαριάν. Τιμὴ εὐκαιρίας. Τηλ. 23-468. xyxy=(398,313,586,357)
category-diplomata: ΔΙΠΛΩΜΑΤΑ xyxy=(978,796,1142,815)
ad-item: ΠΩΛΟΥΝΤΑΙ διαμερίσματα 2 δωμάτια, χὸλ, κουζίνα, λουτρόν εἰς τὴν Καλαμαριάν. Τιμὴ εὐκαιρίας. Τηλ. 23-468. xyxy=(398,664,586,709)
ad-item: ΑΠΩΛΕΣΘΗ δίπλωμα ὁδηγοῦ. Ὁ εὑρὼν παρακαλεῖται νὰ τὸ παραδώσῃ εἰς τὸ πλησιέστερον τμῆμα. xyxy=(968,954,1152,989)
ad-item: ΠΩΛΕΙΤΑΙ αὐτοκίνητον φορτηγὸν εἰς ἀρίστην κατάστασιν. Πληροφορίαι τηλ. 27-583. xyxy=(968,213,1152,247)
ad-item: ΖΗΤΕΙΤΑΙ ἐργασία ὑπὸ νέου μὲ δίπλωμα ὁδηγοῦ, γνωρίζοντος γραφομηχανήν. Τηλ. 36-448. xyxy=(785,139,963,174)
ad-item: ΕΝΟΙΚΙΑΖΕΤΑΙ διαμέρισμα κατάλληλον διὰ γραφεῖα, ἐπὶ τῆς ὁδοῦ Τσιμισκῆ. Πληροφ. τηλ. 25-514. xyxy=(592,279,779,313)
ad-item: ΠΩΛΕΙΤΑΙ διαμέρισμα εἰς τὸ κέντρον καὶ εἰς τὸν δρόμον Ἐγνατίας, τριάρι μὲ ὅλας τὰς ἀνέσεις. Πληροφορίαι τηλ. 72-416. xyxy=(398,446,586,490)
headline-footballers: ΘΥΜΑΤΑ ΤΟΥ ΚΑΙ ΕΠΤΑ ΠΟΔΟΣΦΑΙΡΙΣΤΑΙ xyxy=(32,735,363,753)
ad-item: ΠΩΛΕΙΤΑΙ πιάνον γερμανικὸν εἰς ἀρίστην κατάστασιν. Πληροφορίαι τηλ. 73-210. xyxy=(968,1091,1152,1125)
ad-item: ΠΩΛΟΥΝΤΑΙ διαμερίσματα 2 δωμάτια, χὸλ, κουζίνα, λουτρόν εἰς τὴν Καλαμαριάν. Τιμὴ εὐκαιρίας. Τηλ. 23-468. xyxy=(398,1331,586,1375)
category-epipla: ΕΠΙΠΛΑ xyxy=(408,1732,576,1752)
ad-item: ΔΙΑΦΟΡΑ: Μαθήματα ἀγγλικῶν καὶ γαλλικῶν παρέχονται ὑπὸ πτυχιούχου. Τηλ. 26-958. xyxy=(968,1227,1152,1260)
ad-item: ΠΩΛΕΙΤΑΙ αὐτοκίνητον φορτηγὸν εἰς ἀρίστην κατάστασιν. Πληροφορίαι τηλ. 27-583. xyxy=(968,103,1152,136)
ad-item: ΠΩΛΟΥΝΤΑΙ διαμερίσματα 2 δωμάτια, χὸλ, κουζίνα, λουτρόν εἰς τὴν Καλαμαριάν. Τιμὴ εὐκαιρίας. Τηλ. 23-468. xyxy=(398,1464,586,1509)
ad-item: ΖΗΤΕΙΤΑΙ δακτυλογράφος γνωρίζουσα ἀγγλικά, δι' ἐμπορικὸν γραφεῖον. Τηλ. 73-734. xyxy=(592,860,779,893)
category-prosforai: ΠΡΟΣΦΟΡΑΙ ΕΡΓΑΣΙΑΣ xyxy=(602,837,769,857)
ad-item: ΖΗΤΕΙΤΑΙ ὑπάλληλος λογιστὴς μὲ προϋπηρεσίαν. Αἰτήσεις εἰς τὰ γραφεῖα τῆς ἐφημερίδος. xyxy=(785,324,963,359)
category-akinita: ΑΚΙΝΗΤΑ xyxy=(408,107,576,127)
ad-item: ΠΩΛΕΙΤΑΙ διαμέρισμα εἰς τὸ κέντρον καὶ εἰς τὸν δρόμον Ἐγνατίας, τριάρι μὲ ὅλας τὰς ἀνέσεις. Πληροφορίαι τηλ. 72-416. xyxy=(398,845,586,890)
ad-item: ΖΗΤΕΙΤΑΙ δακτυλογράφος γνωρίζουσα ἀγγλικά, δι' ἐμπορικὸν γραφεῖον. Τηλ. 73-734. xyxy=(785,250,963,284)
article-wagons: ΑΘΗΝΑΙ, 17.— Αἱ ἀποφάσεις τῶν ἁρμοδίων ὀργάνων, ἀναφέρεται, διὰ τὴν διάθεσιν τῶν βαγονίων ψυγείων πρὸς τοὺς συνεταιρισμοὺς ἐξαγωγῆς, καθορίζουν ὅτι εἰς τὸ ἑξῆς θὰ παραχωρῆται αὐξημένον ποσοστόν. xyxy=(6,230,193,298)
article-tour: Ὁ ὑφυπουργὸς Ἐσωτερικῶν κ. Δουκουλάκης καὶ ὁ ἀρχηγὸς Χωροφυλακῆς κ. Βακαλόπουλος ἀφικνοῦνται σήμερον ἢ αὔριον εἰς Θεσσαλονίκην, ἀφοῦ περιώδευσαν εἰς τὰς πόλεις τῆς Θράκης καὶ τῆς Ἀνατ. Μακεδονίας. xyxy=(199,171,389,250)
ad-item: ΠΩΛΕΙΤΑΙ οἰκόπεδον 250 τ. μ. εἰς Χαριλάου, κατάλληλον δι' ἀντιπαροχήν. Πληροφ. Ἐγνατίας 79. xyxy=(398,627,586,661)
ad-item: ΔΙΑΦΟΡΑ: Μαθήματα ἀγγλικῶν καὶ γαλλικῶν παρέχονται ὑπὸ πτυχιούχου. Τηλ. 26-958. xyxy=(968,1264,1152,1298)
ad-item: ΖΗΤΕΙΤΑΙ δακτυλογράφος γνωρίζουσα ἀγγλικά, δι' ἐμπορικὸν γραφεῖον. Τηλ. 73-734. xyxy=(785,103,963,136)
headline-eda-convicted: ΣΤΕΛΕΧΗ ΤΗΣ Ε.Δ.Α. ΚΑΤΕΔΙΚΑΣΘΗΣΑΝ ΔΙΟΤΙ ΔΙΕΝΕΙΜΟΝ ΠΡΟΚΗΡΥΞΕΙΣ xyxy=(9,1222,190,1266)
ad-item: ΖΗΤΕΙΤΑΙ ὑπάλληλος λογιστὴς μὲ προϋπηρεσίαν. Αἰτήσεις εἰς τὰ γραφεῖα τῆς ἐφημερίδος. xyxy=(785,176,963,210)
ad-item: ΠΩΛΕΙΤΑΙ οἰκόπεδον 250 τ. μ. εἰς Χαριλάου, κατάλληλον δι' ἀντιπαροχήν. Πληροφ. Ἐγνατίας 79. xyxy=(398,1161,586,1194)
subhead-komotini: ΕΙΣ ΤΗΝ ΚΟΜΟΤΗΝΗΝ xyxy=(233,350,355,363)
headline-pelion-arson: ΠΑΡΑΦΡΩΝ ΕΝΕΠΡΗΣΕΝ ΟΙΚΙΑΣ ΚΑΙ ΔΑΣΗ ΕΙΣ ΠΗΛΙΟΝ xyxy=(1184,85,1550,120)
ad-item: ΔΙΑΦΟΡΑ: Μαθήματα ἀγγλικῶν καὶ γαλλικῶν παρέχονται ὑπὸ πτυχιούχου. Τηλ. 26-958. xyxy=(968,1189,1152,1224)
category-diafora: ΔΙΑΦΟΡΑ xyxy=(978,1129,1142,1149)
ad-item: ΕΝΟΙΚΙΑΖΕΤΑΙ διαμέρισμα κατάλληλον διὰ γραφεῖα, ἐπὶ τῆς ὁδοῦ Τσιμισκῆ. Πληροφ. τηλ. 25-514. xyxy=(592,353,779,387)
headline-catholic-council: Η ΣΥΝΟΔΟΣ ΤΩΝ ΚΑΘΟΛΙΚΩΝ ΘΑ ΠΑΡΑΤΑΘΗ ΚΑΙ ΠΕΡΑΝ ΤΗΣ 4ης ΔΕΚΕΜΒΡΙΟΥ ΔΙΑ ΤΗΣ ΣΥΓΚΛΗΣΕΩΣ ΠΟΛΛΩΝ ΣΥΣΚΕΨΕΩΝ xyxy=(1170,859,1564,913)
ad-item: ΖΗΤΕΙΤΑΙ ὑπάλληλος λογιστὴς μὲ προϋπηρεσίαν. Αἰτήσεις εἰς τὰ γραφεῖα τῆς ἐφημερίδος. xyxy=(785,621,963,655)
headline-polish-delegation: ΠΟΛΩΝΙΚΗ ΑΝΤΙΠΡΟΣΩΠΕΙΑ ΑΝΑΜΕΝΕΤΑΙ ΕΙΣ ΑΘΗΝΑΣ xyxy=(9,571,190,615)
ad-item: ΔΙΑΦΟΡΑ: Μαθήματα ἀγγλικῶν καὶ γαλλικῶν παρέχονται ὑπὸ πτυχιούχου. Τηλ. 26-958. xyxy=(968,1301,1152,1335)
ad-item: ΔΙΑΦΟΡΑ: Μαθήματα ἀγγλικῶν καὶ γαλλικῶν παρέχονται ὑπὸ πτυχιούχου. Τηλ. 26-958. xyxy=(968,1338,1152,1372)
headline-von-baum: ΔΕΝ ΠΑΡΟΥΣΙΑΣΘΗΣΑΝ ΠΕΡΙΠΤΩΣΕΙΣ ΥΣΤΕΡΙΑΣ ΜΕΤΑΞΥ ΤΩΝ ΕΡΓΑΤΡΙΩΝ ΤΟΥ «ΦΟΝ ΜΠΑΟΥΜ» xyxy=(13,1654,186,1714)
headline-craft-financing: ΣΥΣΚΕΨΙΣ ΔΙΑ ΤΗΝ ΧΡΗΜΑΤΟΔΟΤΗΣΙΝ ΤΗΣ ΒΙΟΤΕΧΝΙΑΣ xyxy=(1390,427,1555,472)
ad-item: ΕΝΟΙΚΙΑΖΕΤΑΙ κατάστημα 40 τ. μ. εἰς κεντρικὸν σημεῖον. Πληροφορίαι ὁδὸς Βενιζέλου 14. xyxy=(592,464,779,498)
ad-item: ΑΠΩΛΕΣΘΗ δίπλωμα ὁδηγοῦ. Ὁ εὑρὼν παρακαλεῖται νὰ τὸ παραδώσῃ εἰς τὸ πλησιέστερον τμῆμα. xyxy=(968,818,1152,853)
ad-item: ΕΝΟΙΚΙΑΖΕΤΑΙ κατάστημα 40 τ. μ. εἰς κεντρικὸν σημεῖον. Πληροφορίαι ὁδὸς Βενιζέλου 14. xyxy=(592,538,779,573)
ad-item: ΠΩΛΕΙΤΑΙ αὐτοκίνητον φορτηγὸν εἰς ἀρίστην κατάστασιν. Πληροφορίαι τηλ. 27-583. xyxy=(968,176,1152,210)
ad-item: ΠΩΛΕΙΤΑΙ αὐτοκίνητον φορτηγὸν εἰς ἀρίστην κατάστασιν. Πληροφορίαι τηλ. 27-583. xyxy=(968,398,1152,433)
subhead-tatoi: ΠΑΡΑ ΤΟ ΤΑΤΟΪΟΝ xyxy=(1212,399,1317,412)
ad-item: ΠΩΛΕΙΤΑΙ διαμέρισμα εἰς τὸ κέντρον καὶ εἰς τὸν δρόμον Ἐγνατίας, τριάρι μὲ ὅλας τὰς ἀνέσεις. Πληροφορίαι τηλ. 72-416. xyxy=(398,1378,586,1424)
category-michanimata: ΜΗΧΑΝΗΜΑΤΑ xyxy=(978,474,1142,494)
left-news-column: ΣΗΜΕΡΟΝ Η ΑΥΡΙΟΝ ΑΦΙΚΝΟΥΝΤΑΙ ΕΙΣ ΘΕΣΣΑΛΟΝΙΚΗΝ Ο ΥΦ/ΡΓΟΣ ΕΣΩΤΕΡΙΚΩΝ ΚΑΙ Ο ΑΡΧΗΓΟΣ ΧΩΡΟΦΥΛΑΚΗΣ ΠΕΡΙΟΔΕΥΣΑΝ ΕΙΣ ΚΟΜΟΤΗΝΗΝ, ΞΑΝΘΗΝ ΚΑΙ ΚΑΒΑΛΑΝ ΑΥΞΑΝΕΤΑΙ ΤΟ ΠΟΣΟΣΤΟΝ ΤΩΝ ΒΑΓΟΝΙΩΝ—ΨΥΓΕΙΩΝ ΤΟ ΑΝΑΛΟΓΟΥΝ ΕΙΣ ΤΟΥΣ ΣΥΝΕΤΑΙΡΙΣΜΟΥΣ ΑΘΗΝΑΙ, 17.— Αἱ ἀποφάσεις τῶν ἁρμοδίων ὀργάνων, ἀναφέρεται, διὰ τὴν διάθεσιν τῶν βαγονίων ψυγείων πρὸς τοὺς συνεταιρισμοὺς ἐξαγωγῆς, καθορίζουν ὅτι εἰς τὸ ἑξῆς θὰ παραχωρῆται αὐξημένον ποσοστόν. ΑΘΗΝΑΙ, 17.— Κατὰ πληροφορίας ἐξ ἁρμοδίας πηγῆς, αἱ σχετικαὶ διαπραγματεύσεις συνεχίζονται κανονικῶς, ἀναμένεται δὲ ὅτι ἐντὸς τῶν προσεχῶν ἡμερῶν θὰ ληφθοῦν αἱ ὁριστικαὶ ἀποφάσεις ὑπὸ τῶν ἁρμοδίων ὑπηρεσιῶν τοῦ κράτους, αἱ ὁποῖαι θὰ ἀνακοινωθοῦν εἰς τὸ κοινόν. ΠΑΡΑΠΕΜΠΟΝΤΑΙ ΟΙ ΠΛΑΣΤΟΓΡΑΦΟΙ ΧΑΡΤΟΣΗΜΩΝ ΑΘΗΝΑΙ, 17.— Κατὰ πληροφορίας ἐξ ἁρμοδίας πηγῆς, αἱ σχετικαὶ διαπραγματεύσεις συνεχίζονται κανονικῶς, ἀναμένεται δὲ ὅτι ἐντὸς τῶν προσεχῶν ἡμερῶν θὰ ληφθοῦν αἱ ὁριστικαὶ ἀποφάσεις ὑπὸ τῶν ἁρμοδίων ὑπηρεσιῶν τοῦ κράτους, αἱ ὁποῖαι θὰ ἀνακοινωθοῦν εἰς τὸ κοινόν. ΠΟΛΩΝΙΚΗ ΑΝΤΙΠΡΟΣΩΠΕΙΑ ΑΝΑΜΕΝΕΤΑΙ ΕΙΣ ΑΘΗΝΑΣ ΑΘΗΝΑΙ, 17.— Αἱ ἀποφάσεις τῶν ἁρμοδίων ὀργάνων, ἀναφέρεται, διὰ τὴν διάθεσιν τῶν βαγονίων ψυγείων πρὸς τοὺς συνεταιρισμοὺς ἐξαγωγῆς, καθορίζουν ὅτι εἰς τὸ ἑξῆς θὰ παραχωρῆται αὐξημένον ποσοστόν. Ὁ ὑφυπουργὸς Ἐσωτερικῶν κ. Δουκουλάκης καὶ ὁ ἀρχηγὸς Χωροφυλακῆς κ. Βακαλόπουλος ἀφικνοῦνται σήμερον ἢ αὔριον εἰς Θεσσαλονίκην, ἀφοῦ περιώδευσαν εἰς τὰς πόλεις τῆς Θράκης καὶ τῆς Ἀνατ. Μακεδονίας. ΑΘΗΝΑΙ, 17.— Κατὰ πληροφορίας ἐξ ἁρμοδίας πηγῆς, αἱ σχετικαὶ διαπραγματεύσεις συνεχίζονται κανονικῶς, ἀναμένεται δὲ ὅτι ἐντὸς τῶν προσεχῶν ἡμερῶν θὰ ληφθοῦν αἱ ὁριστικαὶ ἀποφάσεις ὑπὸ τῶν ἁρμοδίων ὑπηρεσιῶν τοῦ κράτους, αἱ ὁποῖαι θὰ ἀνακοινωθοῦν εἰς τὸ κοινόν. ΕΙΣ ΤΗΝ ΚΟΜΟΤΗΝΗΝ ΑΘΗΝΑΙ, 17.— Κατὰ πληροφορίας ἐξ ἁρμοδίας πηγῆς, αἱ σχετικαὶ διαπραγματεύσεις συνεχίζονται κανονικῶς, ἀναμένεται δὲ ὅτι ἐντὸς τῶν προσεχῶν ἡμερῶν θὰ ληφθοῦν αἱ ὁριστικαὶ ἀποφάσεις ὑπὸ τῶν ἁρμοδίων ὑπηρεσιῶν τοῦ κράτους, αἱ ὁποῖαι θὰ ἀνακοινωθοῦν εἰς τὸ κοινόν. ΕΙΣ ΤΗΝ ΞΑΝΘΗΝ ΑΘΗΝΑΙ, 17.— Κατὰ πληροφορίας ἐξ ἁρμοδίας πηγῆς, αἱ σχετικαὶ διαπραγματεύσεις συνεχίζονται κανονικῶς, ἀναμένεται δὲ ὅτι ἐντὸς τῶν προσεχῶν ἡμερῶν θὰ ληφθοῦν αἱ ὁριστικαὶ ἀποφάσεις ὑπὸ τῶν ἁρμοδίων ὑπηρεσιῶν τοῦ κράτους, αἱ ὁποῖαι θὰ ἀνακοινωθοῦν εἰς τὸ κοινόν. ΕΙΣ ΚΑΒΑΛΑΝ Ὁ ὑφυπουργὸς Ἐσωτερικῶν κ. Δουκουλάκης καὶ ὁ ἀρχηγὸς Χωροφυλακῆς κ. Βακαλόπουλος ἀφικνοῦνται σήμερον ἢ αὔριον εἰς Θεσσαλονίκην, ἀφοῦ περιώδευσαν εἰς τὰς πόλεις τῆς Θράκης καὶ τῆς Ἀνατ. Μακεδονίας. ΝΕΑΡΟΣ ΑΠΑΤΕΩΝ ΥΠΕΣΧΕΤΟ ΔΙΟΡΙΣΜΟΥΣ ΠΑΡΟΥΣΙΑΖΟΜΕΝΟΣ ΩΣ «ΦΙΛΟΣ» ΥΠΟΥΡΓΩΝ ΘΥΜΑΤΑ ΤΟΥ ΚΑΙ ΕΠΤΑ ΠΟΔΟΣΦΑΙΡΙΣΤΑΙ ΑΘΗΝΑΙ, 17.— Κατὰ πληροφορίας ἐξ ἁρμοδίας πηγῆς, αἱ σχετικαὶ διαπραγματεύσεις συνεχίζονται κανονικῶς, ἀναμένεται δὲ ὅτι ἐντὸς τῶν προσεχῶν ἡμερῶν θὰ ληφθοῦν αἱ ὁριστικαὶ ἀποφάσεις ὑπὸ τῶν ἁρμοδίων ὑπηρεσιῶν τοῦ κράτους, αἱ ὁποῖαι θὰ ἀνακοινωθοῦν εἰς τὸ κοινόν. ΑΘΗΝΑΙ, 17.— Κατὰ πληροφορίας ἐξ ἁρμοδίας πηγῆς, αἱ σχετικαὶ διαπραγματεύσεις συνεχίζονται κανονικῶς, ἀναμένεται δὲ ὅτι ἐντὸς τῶν προσεχῶν ἡμερῶν θὰ ληφθοῦν αἱ ὁριστικαὶ ἀποφάσεις ὑπὸ τῶν ἁρμοδίων ὑπηρεσιῶν τοῦ κράτους, αἱ ὁποῖαι θὰ ἀνακοινωθοῦν εἰς τὸ κοινόν. Ὁ ὑφυπουργὸς Ἐσωτερικῶν κ. Δουκουλάκης καὶ ὁ ἀρχηγὸς Χωροφυλακῆς κ. Βακαλόπουλος ἀφικνοῦνται σήμερον ἢ αὔριον εἰς Θεσσαλονίκην, ἀφοῦ περιώδευσαν εἰς τὰς πόλεις τῆς Θράκης καὶ τῆς Ἀνατ. Μακεδονίας. ΑΘΗΝΑΙ, 17.— Κατὰ πληροφορίας ἐξ ἁρμοδίας πηγῆς, αἱ σχετικαὶ διαπραγματεύσεις συνεχίζονται κανονικῶς, ἀναμένεται δὲ ὅτι ἐντὸς τῶν προσεχῶν ἡμερῶν θὰ ληφθοῦν αἱ ὁριστικαὶ ἀποφάσεις ὑπὸ τῶν ἁρμοδίων ὑπηρεσιῶν τοῦ κράτους, αἱ ὁποῖαι θὰ ἀνακοινωθοῦν εἰς τὸ κοινόν. ΑΘΗΝΑΙ, 17.— Κατὰ πληροφορίας ἐξ ἁρμοδίας πηγῆς, αἱ σχετικαὶ διαπραγματεύσεις συνεχίζονται κανονικῶς, ἀναμένεται δὲ ὅτι ἐντὸς τῶν προσεχῶν ἡμερῶν θὰ ληφθοῦν αἱ ὁριστικαὶ ἀποφάσεις ὑπὸ τῶν ἁρμοδίων ὑπηρεσιῶν τοῦ κράτους, αἱ ὁποῖαι θὰ ἀνακοινωθοῦν εἰς τὸ κοινόν. ΑΘΗΝΑΙ, 17.— Αἱ ἀποφάσεις τῶν ἁρμοδίων ὀργάνων, ἀναφέρεται, διὰ τὴν διάθεσιν τῶν βαγονίων ψυγείων πρὸς τοὺς συνεταιρισμοὺς ἐξαγωγῆς, καθορίζουν ὅτι εἰς τὸ ἑξῆς θὰ παραχωρῆται αὐξημένον ποσοστόν. ΑΘΗΝΑΙ, 17.— Κατὰ πληροφορίας ἐξ ἁρμοδίας πηγῆς, αἱ σχετικαὶ διαπραγματεύσεις συνεχίζονται κανονικῶς, ἀναμένεται δὲ ὅτι ἐντὸς τῶν προσεχῶν ἡμερῶν θὰ ληφθοῦν αἱ ὁριστικαὶ ἀποφάσεις ὑπὸ τῶν ἁρμοδίων ὑπηρεσιῶν τοῦ κράτους, αἱ ὁποῖαι θὰ ἀνακοινωθοῦν εἰς τὸ κοινόν. ΑΘΗΝΑΙ, 17.— Κατὰ πληροφορίας ἐξ ἁρμοδίας πηγῆς, αἱ σχετικαὶ διαπραγματεύσεις συνεχίζονται κανονικῶς, ἀναμένεται δὲ ὅτι ἐντὸς τῶν προσεχῶν ἡμερῶν θὰ ληφθοῦν αἱ ὁριστικαὶ ἀποφάσεις ὑπὸ τῶν ἁρμοδίων ὑπηρεσιῶν τοῦ κράτους, αἱ ὁποῖαι θὰ ἀνακοινωθοῦν εἰς τὸ κοινόν. Η ΤΡΑΠΕΖΑ ΤΗΣ ΕΛΛΑΔΟΣ ΜΕΛΕΤΑ ΤΗΝ ΛΗΨΙΝ ΣΥΜΠΛΗΡΩΜΑΤΙΚΩΝ ΠΙΣΤΩΤΙΚΩΝ ΜΕΤΡΩΝ ΠΡΟΒΛΕΠΕΤΑΙ ΚΑΙ Η ΜΕΙΩΣΙΣ ΤΟΥ ΕΠΙΤΟΚΙΟΥ ΣΤΕΛΕΧΗ ΤΗΣ Ε.Δ.Α. ΚΑΤΕΔΙΚΑΣΘΗΣΑΝ ΔΙΟΤΙ ΔΙΕΝΕΙΜΟΝ ΠΡΟΚΗΡΥΞΕΙΣ ΑΘΗΝΑΙ, 17.— Κατὰ πληροφορίας ἐξ ἁρμοδίας πηγῆς, αἱ σχετικαὶ διαπραγματεύσεις συνεχίζονται κανονικῶς, ἀναμένεται δὲ ὅτι ἐντὸς τῶν προσεχῶν ἡμερῶν θὰ ληφθοῦν αἱ ὁριστικαὶ ἀποφάσεις ὑπὸ τῶν ἁρμοδίων ὑπηρεσιῶν τοῦ κράτους, αἱ ὁποῖαι θὰ ἀνακοινωθοῦν εἰς τὸ κοινόν. ΑΘΗΝΑΙ, 17.— Αἱ ἀποφάσεις τῶν ἁρμοδίων ὀργάνων, ἀναφέρεται, διὰ τὴν διάθεσιν τῶν βαγονίων ψυγείων πρὸς τοὺς συνεταιρισμοὺς ἐξαγωγῆς, καθορίζουν ὅτι εἰς τὸ ἑξῆς θὰ παραχωρῆται αὐξημένον ποσοστόν. ΧΩΡΙΚΟΣ ΑΠΗΓΧΟΝΙΣΘΗ ΕΙΣ ΤΟΝ ΣΟΧΟΝ ΑΘΗΝΑΙ, 17.— Κατὰ πληροφορίας ἐξ ἁρμοδίας πηγῆς, αἱ σχετικαὶ διαπραγματεύσεις συνεχίζονται κανονικῶς, ἀναμένεται δὲ ὅτι ἐντὸς τῶν προσεχῶν ἡμερῶν θὰ ληφθοῦν αἱ ὁριστικαὶ ἀποφάσεις ὑπὸ τῶν ἁρμοδίων ὑπηρεσιῶν τοῦ κράτους, αἱ ὁποῖαι θὰ ἀνακοινωθοῦν εἰς τὸ κοινόν. ΑΘΗΝΑΙ, 17.— Κατὰ πληροφορίας ἐξ ἁρμοδίας πηγῆς, αἱ σχετικαὶ διαπραγματεύσεις συνεχίζονται κανονικῶς, ἀναμένεται δὲ ὅτι ἐντὸς τῶν προσεχῶν ἡμερῶν θὰ ληφθοῦν αἱ ὁριστικαὶ ἀποφάσεις ὑπὸ τῶν ἁρμοδίων ὑπηρεσιῶν τοῦ κράτους, αἱ ὁποῖαι θὰ ἀνακοινωθοῦν εἰς τὸ κοινόν. Ὁ ὑφυπουργὸς Ἐσωτερικῶν κ. Δουκουλάκης καὶ ὁ ἀρχηγὸς Χωροφυλακῆς κ. Βακαλόπουλος ἀφικνοῦνται σήμερον ἢ αὔριον εἰς Θεσσαλονίκην, ἀφοῦ περιώδευσαν εἰς τὰς πόλεις τῆς Θράκης καὶ τῆς Ἀνατ. Μακεδονίας. ΑΘΗΝΑΙ, 17.— Κατὰ πληροφορίας ἐξ ἁρμοδίας πηγῆς, αἱ σχετικαὶ διαπραγματεύσεις συνεχίζονται κανονικῶς, ἀναμένεται δὲ ὅτι ἐντὸς τῶν προσεχῶν ἡμερῶν θὰ ληφθοῦν αἱ ὁριστικαὶ ἀποφάσεις ὑπὸ τῶν ἁρμοδίων ὑπηρεσιῶν τοῦ κράτους, αἱ ὁποῖαι θὰ ἀνακοινωθοῦν εἰς τὸ κοινόν. ΑΘΗΝΑΙ, 17.— Κατὰ πληροφορίας ἐξ ἁρμοδίας πηγῆς, αἱ σχετικαὶ διαπραγματεύσεις συνεχίζονται κανονικῶς, ἀναμένεται δὲ ὅτι ἐντὸς τῶν προσεχῶν ἡμερῶν θὰ ληφθοῦν αἱ ὁριστικαὶ ἀποφάσεις ὑπὸ τῶν ἁρμοδίων ὑπηρεσιῶν τοῦ κράτους, αἱ ὁποῖαι θὰ ἀνακοινωθοῦν εἰς τὸ κοινόν. ΕΠΗΛΘΕ ΣΥΜΦΩΝΙΑ ΕΠΙ ΤΩΝ ΟΡΩΝ ΤΗΣ ΣΥΜΒΑΣΕΩΣ ΔΙΑ ΤΟ ΓΕΡΜΑΝΙΚΟΝ ΔΑΝΕΙΟΝ ΤΩΝ 200.000.000 ΜΑΡΚΩΝ ΔΕΝ ΠΑΡΟΥΣΙΑΣΘΗΣΑΝ ΠΕΡΙΠΤΩΣΕΙΣ ΥΣΤΕΡΙΑΣ ΜΕΤΑΞΥ ΤΩΝ ΕΡΓΑΤΡΙΩΝ ΤΟΥ «ΦΟΝ ΜΠΑΟΥΜ» ΑΘΗΝΑΙ, 17.— Κατὰ πληροφορίας ἐξ ἁρμοδίας πηγῆς, αἱ σχετικαὶ διαπραγματεύσεις συνεχίζονται κανονικῶς, ἀναμένεται δὲ ὅτι ἐντὸς τῶν προσεχῶν ἡμερῶν θὰ ληφθοῦν αἱ ὁριστικαὶ ἀποφάσεις ὑπὸ τῶν ἁρμοδίων ὑπηρεσιῶν τοῦ κράτους, αἱ ὁποῖαι θὰ ἀνακοινωθοῦν εἰς τὸ κοινόν. ΑΘΗΝΑΙ, 17.— Κατὰ πληροφορίας ἐξ ἁρμοδίας πηγῆς, αἱ σχετικαὶ διαπραγματεύσεις συνεχίζονται κανονικῶς, ἀναμένεται δὲ ὅτι ἐντὸς τῶν προσεχῶν ἡμερῶν θὰ ληφθοῦν αἱ ὁριστικαὶ ἀποφάσεις ὑπὸ τῶν ἁρμοδίων ὑπηρεσιῶν τοῦ κράτους, αἱ ὁποῖαι θὰ ἀνακοινωθοῦν εἰς τὸ κοινόν. ΑΘΗΝΑΙ, 17.— Αἱ ἀποφάσεις τῶν ἁρμοδίων ὀργάνων, ἀναφέρεται, διὰ τὴν διάθεσιν τῶν βαγονίων ψυγείων πρὸς τοὺς συνεταιρισμοὺς ἐξαγωγῆς, καθορίζουν ὅτι εἰς τὸ ἑξῆς θὰ παραχωρῆται αὐξημένον ποσοστόν. Ο κ. ΚΡΟΥΣΤΣΕΦ ΕΖΗΤΗΣΕ ΤΗΝ ΙΔΡΥΣΙΝ ΜΝΗΜΕΙΟΥ ΥΠΕΡ ΤΩΝ ΦΟΝΕΥΘΕΝΤΩΝ ΕΠΙ ΣΤΑΛΙΝ ΣΤΡΑΤΑΡΧΩΝ ΑΘΗΝΑΙ, 17.— Κατὰ πληροφορίας ἐξ ἁρμοδίας πηγῆς, αἱ σχετικαὶ διαπραγματεύσεις συνεχίζονται κανονικῶς, ἀναμένεται δὲ ὅτι ἐντὸς τῶν προσεχῶν ἡμερῶν θὰ ληφθοῦν αἱ ὁριστικαὶ ἀποφάσεις ὑπὸ τῶν ἁρμοδίων ὑπηρεσιῶν τοῦ κράτους, αἱ ὁποῖαι θὰ ἀνακοινωθοῦν εἰς τὸ κοινόν. Ὁ ὑφυπουργὸς Ἐσωτερικῶν κ. Δουκουλάκης καὶ ὁ ἀρχηγὸς Χωροφυλακῆς κ. Βακαλόπουλος ἀφικνοῦνται σήμερον ἢ αὔριον εἰς Θεσσαλονίκην, ἀφοῦ περιώδευσαν εἰς τὰς πόλεις τῆς Θράκης καὶ τῆς Ἀνατ. Μακεδονίας. ΜΙΚΡΑΙ ΕΙΔΗΣΕΙΣ ΑΠΟ ΤΑΣ ΕΠΑΡΧΙΑΣ ΒΟΡ. ΕΛΛΑΔΟΣ ΑΠΟ ΤΗΝ ΒΕΡΟΙΑΝ ΑΘΗΝΑΙ, 17.— Κατὰ πληροφορίας ἐξ ἁρμοδίας πηγῆς, αἱ σχετικαὶ διαπραγματεύσεις συνεχίζονται κανονικῶς, ἀναμένεται δὲ ὅτι ἐντὸς τῶν προσεχῶν ἡμερῶν θὰ ληφθοῦν αἱ ὁριστικαὶ ἀποφάσεις ὑπὸ τῶν ἁρμοδίων ὑπηρεσιῶν τοῦ κράτους, αἱ ὁποῖαι θὰ ἀνακοινωθοῦν εἰς τὸ κοινόν. ΑΘΗΝΑΙ, 17.— Κατὰ πληροφορίας ἐξ ἁρμοδίας πηγῆς, αἱ σχετικαὶ διαπραγματεύσεις συνεχίζονται κανονικῶς, ἀναμένεται δὲ ὅτι ἐντὸς τῶν προσεχῶν ἡμερῶν θὰ ληφθοῦν αἱ ὁριστικαὶ ἀποφάσεις ὑπὸ τῶν ἁρμοδίων ὑπηρεσιῶν τοῦ κράτους, αἱ ὁποῖαι θὰ ἀνακοινωθοῦν εἰς τὸ κοινόν. ΑΠΟ ΤΗΝ ΝΕΑΝ ΣΙΧΝΗΝ ΑΘΗΝΑΙ, 17.— Κατὰ πληροφορίας ἐξ ἁρμοδίας πηγῆς, αἱ σχετικαὶ διαπραγματεύσεις συνεχίζονται κανονικῶς, ἀναμένεται δὲ ὅτι ἐντὸς τῶν προσεχῶν ἡμερῶν θὰ ληφθοῦν αἱ ὁριστικαὶ ἀποφάσεις ὑπὸ τῶν ἁρμοδίων ὑπηρεσιῶν τοῦ κράτους, αἱ ὁποῖαι θὰ ἀνακοινωθοῦν εἰς τὸ κοινόν. ΑΘΗΝΑΙ, 17.— Κατὰ πληροφορίας ἐξ ἁρμοδίας πηγῆς, αἱ σχετικαὶ διαπραγματεύσεις συνεχίζονται κανονικῶς, ἀναμένεται δὲ ὅτι ἐντὸς τῶν προσεχῶν ἡμερῶν θὰ ληφθοῦν αἱ ὁριστικαὶ ἀποφάσεις ὑπὸ τῶν ἁρμοδίων ὑπηρεσιῶν τοῦ κράτους, αἱ ὁποῖαι θὰ ἀνακοινωθοῦν εἰς τὸ κοινόν. xyxy=(6,34,389,2260)
ad-item: ΔΙΑΦΟΡΑ: Μαθήματα ἀγγλικῶν καὶ γαλλικῶν παρέχονται ὑπὸ πτυχιούχου. Τηλ. 26-958. xyxy=(968,1153,1152,1186)
headline-wagons: ΑΥΞΑΝΕΤΑΙ ΤΟ ΠΟΣΟΣΤΟΝ ΤΩΝ ΒΑΓΟΝΙΩΝ—ΨΥΓΕΙΩΝ ΤΟ ΑΝΑΛΟΓΟΥΝ ΕΙΣ ΤΟΥΣ ΣΥΝΕΤΑΙΡΙΣΜΟΥΣ xyxy=(8,168,191,228)
category-piana: ΠΙΑΝΑ xyxy=(978,1030,1142,1050)
subhead-veroia: ΑΠΟ ΤΗΝ ΒΕΡΟΙΑΝ xyxy=(46,2036,152,2049)
ad-item: ΠΩΛΕΙΤΑΙ πλεκτομηχανή καινουργής μὲ ὅλα τὰ ἐξαρτήματα. Τιμὴ εὐκαιρίας. Τηλ. 40-771. xyxy=(968,608,1152,643)
ad-item: ΠΩΛΕΙΤΑΙ διαμέρισμα εἰς τὸ κέντρον καὶ εἰς τὸν δρόμον Ἐγνατίας, τριάρι μὲ ὅλας τὰς ἀνέσεις. Πληροφορίαι τηλ. 72-416. xyxy=(398,264,586,309)
ad-item: ΕΝΟΙΚΙΑΖΕΤΑΙ κατάστημα 40 τ. μ. εἰς κεντρικὸν σημεῖον. Πληροφορίαι ὁδὸς Βενιζέλου 14. xyxy=(592,612,779,647)
headline-child-fire: ΠΑΙΣ ΕΘΕΣΕ ΠΥΡ ΕΙΣ ΑΧΥΡΩΝΑ ΕΙΣ ΧΩΡΙΟΝ ΤΗΣ ΚΑΒΑΛΑΣ xyxy=(1177,42,1557,78)
ad-item: ΠΩΛΕΙΤΑΙ πλεκτομηχανή καινουργής μὲ ὅλα τὰ ἐξαρτήματα. Τιμὴ εὐκαιρίας. Τηλ. 40-771. xyxy=(968,498,1152,531)
ad-item: ΖΗΤΕΙΤΑΙ ἐργασία ὑπὸ νέου μὲ δίπλωμα ὁδηγοῦ, γνωρίζοντος γραφομηχανήν. Τηλ. 36-448. xyxy=(785,794,963,828)
ad-item: ΑΠΩΛΕΣΘΗ δίπλωμα ὁδηγοῦ. Ὁ εὑρὼν παρακαλεῖται νὰ τὸ παραδώσῃ εἰς τὸ πλησιέστερον τμῆμα. xyxy=(968,918,1152,951)
category-apolesthi: ΑΠΩΛΕΣΘΗ — ΕΥΡΕΘΗ xyxy=(978,894,1142,914)
headline-fragkistas: ΣΥΣΤΑΣΕΙΣ ΤΟΥ κ. ΦΡΑΓΚΙΣΤΑ ΠΡΟΣ ΤΟΥΣ ΥΠΑΛΛΗΛΟΥΣ ΤΗΣ ΚΑΣΤΟΡΙΑΣ xyxy=(1392,165,1553,225)
ad-item: ΠΩΛΕΙΤΑΙ διαμέρισμα εἰς τὸ κέντρον καὶ εἰς τὸν δρόμον Ἐγνατίας, τριάρι μὲ ὅλας τὰς ἀνέσεις. Πληροφορίαι τηλ. 72-416. xyxy=(398,131,586,176)
category-auto: ΑΥΤΟΚΙΝΗΤΑ — ΜΟΤΟ xyxy=(795,870,953,889)
ad-item: ΖΗΤΕΙΤΑΙ ἐργασία ὑπὸ νέου μὲ δίπλωμα ὁδηγοῦ, γνωρίζοντος γραφομηχανήν. Τηλ. 36-448. xyxy=(785,720,963,754)
ad-item: ΠΩΛΕΙΤΑΙ οἰκόπεδον 250 τ. μ. εἰς Χαριλάου, κατάλληλον δι' ἀντιπαροχήν. Πληροφ. Ἐγνατίας 79. xyxy=(398,893,586,928)
category-zitisi: ΖΗΤΗΣΙΣ ΕΡΓΑΣΙΑΣ xyxy=(795,697,953,717)
ad-item: ΠΩΛΕΙΤΑΙ αὐτοκίνητον φορτηγὸν εἰς ἀρίστην κατάστασιν. Πληροφορίαι τηλ. 27-583. xyxy=(968,362,1152,395)
ad-item: ΠΩΛΕΙΤΑΙ οἰκόπεδον 250 τ. μ. εἰς Χαριλάου, κατάλληλον δι' ἀντιπαροχήν. Πληροφ. Ἐγνατίας 79. xyxy=(398,1560,586,1594)
ad-item: ΠΩΛΕΙΤΑΙ οἰκόπεδον 250 τ. μ. εἰς Χαριλάου, κατάλληλον δι' ἀντιπαροχήν. Πληροφ. Ἐγνατίας 79. xyxy=(398,1427,586,1461)
headline-provinces: ΜΙΚΡΑΙ ΕΙΔΗΣΕΙΣ ΑΠΟ ΤΑΣ ΕΠΑΡΧΙΑΣ ΒΟΡ. ΕΛΛΑΔΟΣ xyxy=(27,2001,368,2036)
frontistiria-title: ΦΡΟΝΤΙΣΤΗΡΙΑ ΚΑΙ ΣΧΟΛΑΙ xyxy=(668,1595,887,1613)
ad-item: ΠΩΛΟΥΝΤΑΙ διαμερίσματα 2 δωμάτια, χὸλ, κουζίνα, λουτρόν εἰς τὴν Καλαμαριάν. Τιμὴ εὐκαιρίας. Τηλ. 23-468. xyxy=(398,931,586,976)
ad-item: ΠΩΛΕΙΤΑΙ πλεκτομηχανή καινουργής μὲ ὅλα τὰ ἐξαρτήματα. Τιμὴ εὐκαιρίας. Τηλ. 40-771. xyxy=(968,683,1152,717)
ad-item: ΠΩΛΟΥΝΤΑΙ διαμερίσματα 2 δωμάτια, χὸλ, κουζίνα, λουτρόν εἰς τὴν Καλαμαριάν. Τιμὴ εὐκαιρίας. Τηλ. 23-468. xyxy=(398,1597,586,1643)
ad-item: ΖΗΤΕΙΤΑΙ ὑπάλληλος λογιστὴς μὲ προϋπηρεσίαν. Αἰτήσεις εἰς τὰ γραφεῖα τῆς ἐφημερίδος. xyxy=(592,897,779,931)
headline-tour: ΠΕΡΙΟΔΕΥΣΑΝ ΕΙΣ ΚΟΜΟΤΗΝΗΝ, ΞΑΝΘΗΝ ΚΑΙ ΚΑΒΑΛΑΝ xyxy=(13,124,382,160)
frontistiria-box: ΦΡΟΝΤΙΣΤΗΡΙΑ ΚΑΙ ΣΧΟΛΑΙ ΠΑΡΑΣΤΑΤΙΚΗ ΠΑΝΕΠΙΣΤΗΜΙΟΥ — ΕΥΚΛΕΙΔΗ ΔΙΑΦΟΡΑ: Μαθήματα ἀγγλικῶν καὶ γαλλικῶν παρέχονται ὑπὸ πτυχιούχου. Τηλ. 26-958. ΠΑΡΑΣΤΑΤΙΚΗ ΣΧ. ΕΥΚΛΕΙΔΗ ΚΑΙ ΜΑΘΗΜΑΤΙΚΑ ΔΙΑΦΟΡΑ: Μαθήματα ἀγγλικῶν καὶ γαλλικῶν παρέχονται ὑπὸ πτυχιούχου. Τηλ. 26-958. ΚΑΘΗΓΗΤΗΣ ΑΓΓΛΙΚΗΣ ΔΙΑΦΟΡΑ: Μαθήματα ἀγγλικῶν καὶ γαλλικῶν παρέχονται ὑπὸ πτυχιούχου. Τηλ. 26-958. ΦΙΛΟΛΟΓΙΑ, ΝΟΜΙΚΗ, Ο.Π.Ε. ΑΚΑΔΗΜΙΑ ΔΙΑΦΟΡΑ: Μαθήματα ἀγγλικῶν καὶ γαλλικῶν παρέχονται ὑπὸ πτυχιούχου. Τηλ. 26-958. xyxy=(592,1589,963,1757)
ad-item: ΠΩΛΕΙΤΑΙ οἰκόπεδον 250 τ. μ. εἰς Χαριλάου, κατάλληλον δι' ἀντιπαροχήν. Πληροφ. Ἐγνατίας 79. xyxy=(398,227,586,261)
category-enoikiaseis: ΕΝΟΙΚΙΑΣΕΙΣ xyxy=(602,107,769,127)
ad-item: ΠΩΛΟΥΝΤΑΙ διαμερίσματα 2 δωμάτια, χὸλ, κουζίνα, λουτρόν εἰς τὴν Καλαμαριάν. Τιμὴ εὐκαιρίας. Τηλ. 23-468. xyxy=(398,530,586,576)
ad-item: ΖΗΤΕΙΤΑΙ ἐργασία ὑπὸ νέου μὲ δίπλωμα ὁδηγοῦ, γνωρίζοντος γραφομηχανήν. Τηλ. 36-448. xyxy=(785,288,963,321)
ad-item: ΠΩΛΕΙΤΑΙ διαμέρισμα εἰς τὸ κέντρον καὶ εἰς τὸν δρόμον Ἐγνατίας, τριάρι μὲ ὅλας τὰς ἀνέσεις. Πληροφορίαι τηλ. 72-416. xyxy=(398,712,586,757)
ad-item: ΠΩΛΕΙΤΑΙ αὐτοκίνητον φορτηγὸν εἰς ἀρίστην κατάστασιν. Πληροφορίαι τηλ. 27-583. xyxy=(968,436,1152,469)
ad-item: ΠΩΛΕΙΤΑΙ πλεκτομηχανή καινουργής μὲ ὅλα τὰ ἐξαρτήματα. Τιμὴ εὐκαιρίας. Τηλ. 40-771. xyxy=(968,757,1152,791)
headline-fraudster: ΝΕΑΡΟΣ ΑΠΑΤΕΩΝ ΥΠΕΣΧΕΤΟ ΔΙΟΡΙΣΜΟΥΣ ΠΑΡΟΥΣΙΑΖΟΜΕΝΟΣ ΩΣ «ΦΙΛΟΣ» ΥΠΟΥΡΓΩΝ xyxy=(18,697,378,735)
ad-item: ΠΩΛΟΥΝΤΑΙ διαμερίσματα 2 δωμάτια, χὸλ, κουζίνα, λουτρόν εἰς τὴν Καλαμαριάν. Τιμὴ εὐκαιρίας. Τηλ. 23-468. xyxy=(398,397,586,443)
ad-item: ΕΝΟΙΚΙΑΖΕΤΑΙ διαμέρισμα κατάλληλον διὰ γραφεῖα, ἐπὶ τῆς ὁδοῦ Τσιμισκῆ. Πληροφ. τηλ. 25-514. xyxy=(592,798,779,832)
ad-item: ΠΩΛΕΙΤΑΙ διαμέρισμα εἰς τὸ κέντρον καὶ εἰς τὸν δρόμον Ἐγνατίας, τριάρι μὲ ὅλας τὰς ἀνέσεις. Πληροφορίαι τηλ. 72-416. xyxy=(398,579,586,624)
classifieds-column-1 xyxy=(398,0,586,2324)
lab-relocation-ad: ΜΕΤΑΦΟΡΑ ΑΚΤΙΝΟΛΟΓΙΚΟΥ ΕΡΓΑΣΤΗΡΙΟΥ ΤΟ ΑΚΤΙΝΟΛΟΓΙΚΟΝ ΕΡΓΑΣΤΗΡΙΟΝ Δ. ΚΑΦΤΑΝΤΖΗ & ΔΡΟΣ Θ. ΜΥΛΩΠΟΥΛΟΥ ΙΑΤΡΩΝ ΑΚΤΙΝΟΛΟΓΩΝ ΡΑΔΙΟΛΟΓΩΝ ΜΕΤΕΦΕΡΘΗ ΕΠΙ ΤΗΣ ΟΔΟΥ ΕΓΝΑΤΙΑ 92 Ἔναντι λουτρῶν «Παράδεισος», στάσις Ἀριστοτέλους ΤΗΛ. 20-550 xyxy=(592,1994,963,2140)
ad-item: ΖΗΤΕΙΤΑΙ ὑπάλληλος λογιστὴς μὲ προϋπηρεσίαν. Αἰτήσεις εἰς τὰ γραφεῖα τῆς ἐφημερίδος. xyxy=(785,757,963,791)
ad-item: ΑΠΩΛΕΣΘΗ δίπλωμα ὁδηγοῦ. Ὁ εὑρὼν παρακαλεῖται νὰ τὸ παραδώσῃ εἰς τὸ πλησιέστερον τμῆμα. xyxy=(968,992,1152,1025)
ad-item: ΕΝΟΙΚΙΑΖΕΤΑΙ διαμέρισμα κατάλληλον διὰ γραφεῖα, ἐπὶ τῆς ὁδοῦ Τσιμισκῆ. Πληροφ. τηλ. 25-514. xyxy=(592,576,779,609)
ad-item: ΕΝΟΙΚΙΑΖΕΤΑΙ κατάστημα 40 τ. μ. εἰς κεντρικὸν σημεῖον. Πληροφορίαι ὁδὸς Βενιζέλου 14. xyxy=(592,317,779,350)
ad-item: ΖΗΤΕΙΤΑΙ ἐργασία ὑπὸ νέου μὲ δίπλωμα ὁδηγοῦ, γνωρίζοντος γραφομηχανήν. Τηλ. 36-448. xyxy=(785,584,963,618)
ad-item: ΕΝΟΙΚΙΑΖΕΤΑΙ κατάστημα 40 τ. μ. εἰς κεντρικὸν σημεῖον. Πληροφορίαι ὁδὸς Βενιζέλου 14. xyxy=(592,390,779,424)
ad-item: ΠΩΛΟΥΝΤΑΙ διαμερίσματα 2 δωμάτια, χὸλ, κουζίνα, λουτρόν εἰς τὴν Καλαμαριάν. Τιμὴ εὐκαιρίας. Τηλ. 23-468. xyxy=(398,1064,586,1109)
subhead-pelion: ΕΜΠΡΗΣΜΟΙ ΕΙΣ ΠΗΛΙΟΝ xyxy=(1194,313,1334,325)
ad-item: ΠΩΛΕΙΤΑΙ διαμέρισμα εἰς τὸ κέντρον καὶ εἰς τὸν δρόμον Ἐγνατίας, τριάρι μὲ ὅλας τὰς ἀνέσεις. Πληροφορίαι τηλ. 72-416. xyxy=(398,1646,586,1690)
ad-item: ΠΩΛΕΙΤΑΙ πλεκτομηχανή καινουργής μὲ ὅλα τὰ ἐξαρτήματα. Τιμὴ εὐκαιρίας. Τηλ. 40-771. xyxy=(968,720,1152,754)
ad-item: ΖΗΤΕΙΤΑΙ ὑπάλληλος λογιστὴς μὲ προϋπηρεσίαν. Αἰτήσεις εἰς τὰ γραφεῖα τῆς ἐφημερίδος. xyxy=(785,473,963,507)
